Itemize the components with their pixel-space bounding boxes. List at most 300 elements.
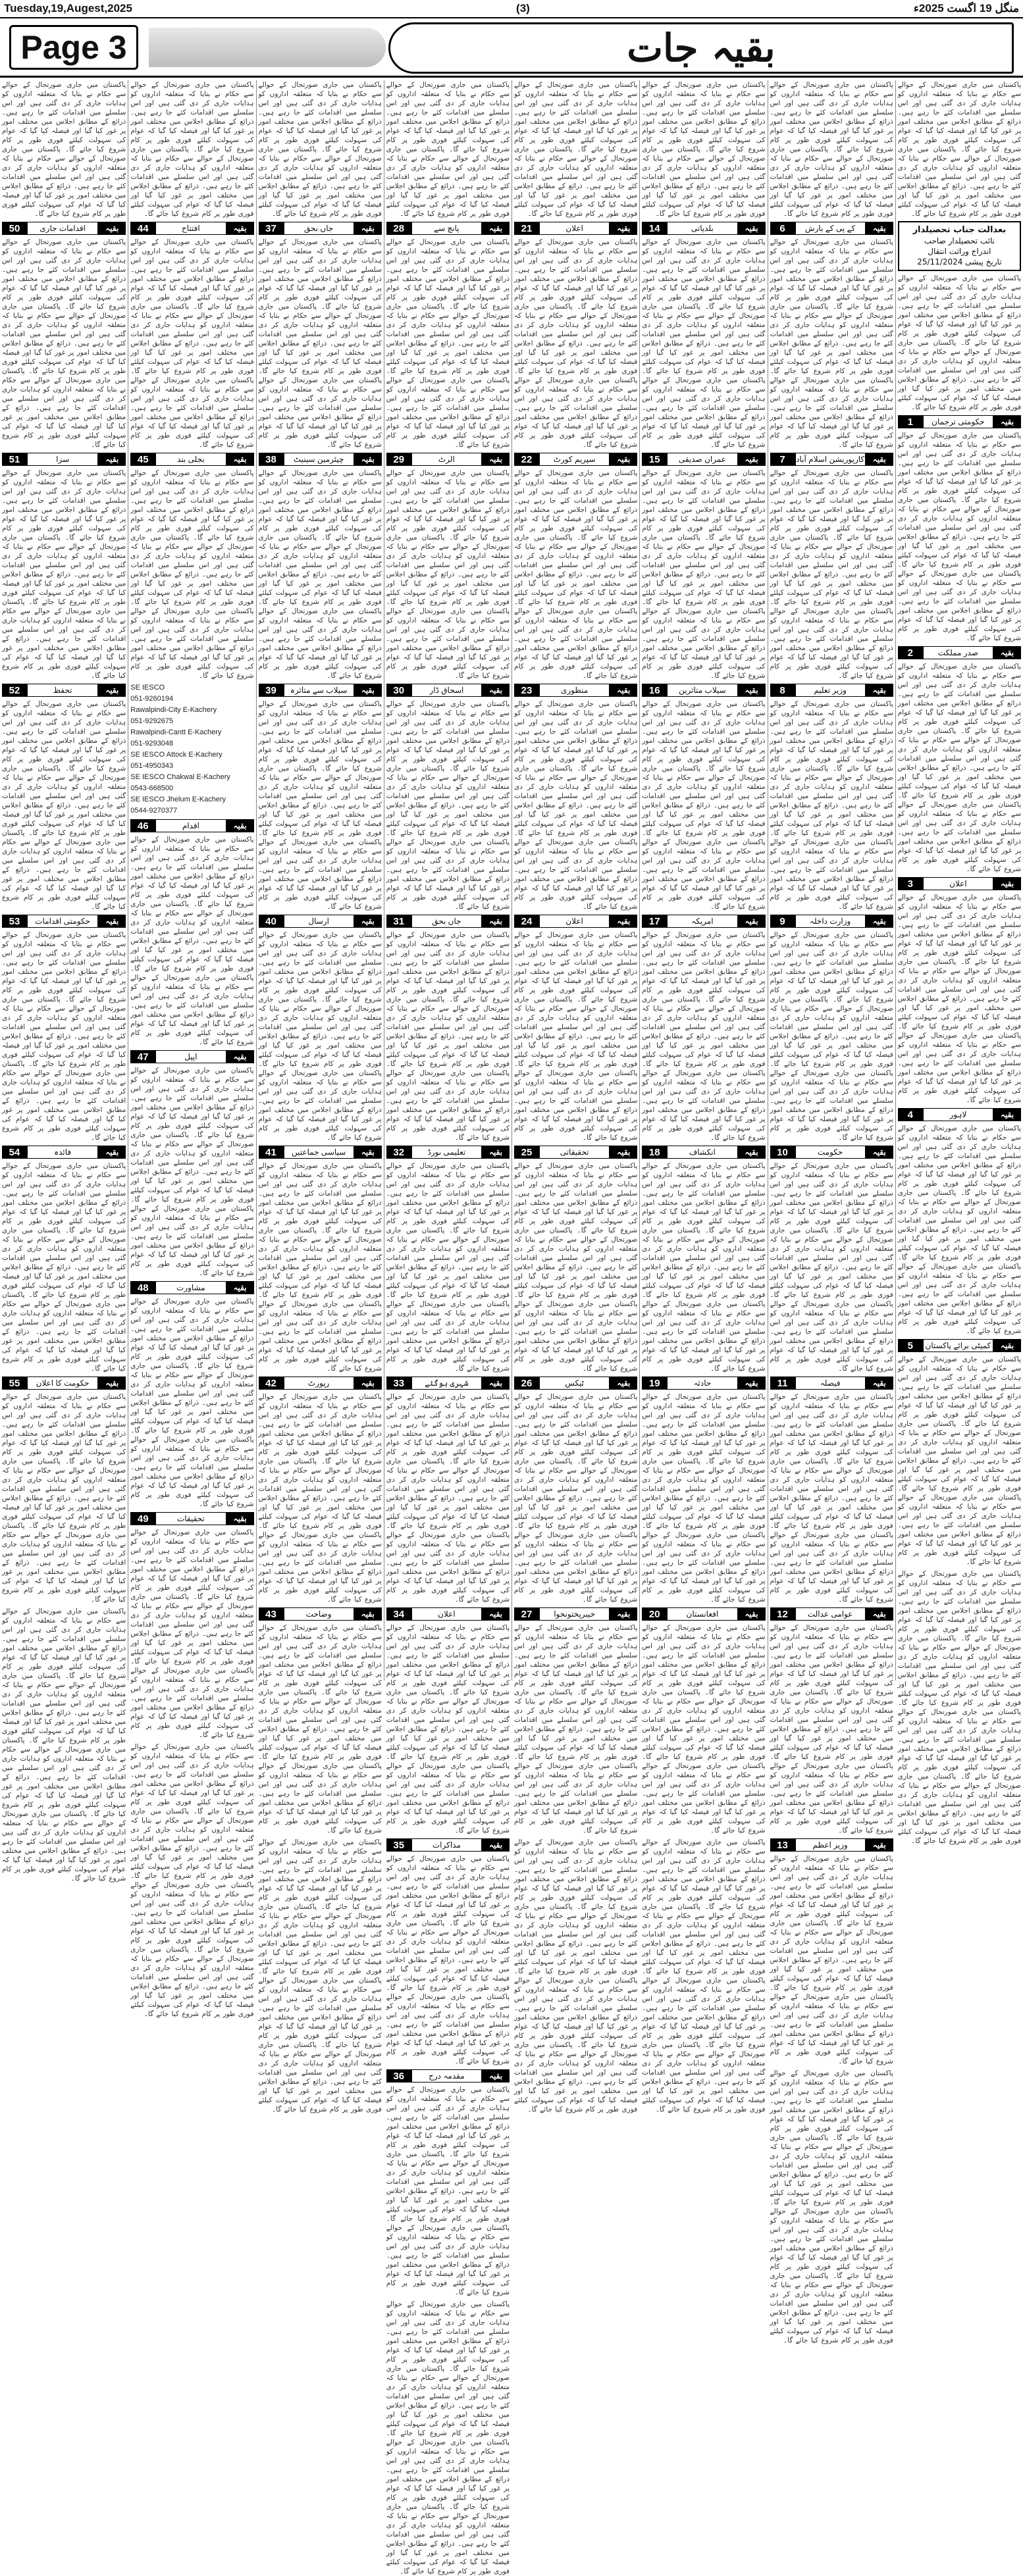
- continuation-badge: بقیہ: [993, 1339, 1021, 1352]
- continuation-number: 2: [898, 646, 923, 659]
- article-paragraph: پاکستان میں جاری صورتحال کے حوالے سے حکام نے بتایا کہ متعلقہ اداروں کو ہدایات جاری کر دی گئی ہیں اور اس سلسلے میں اقدامات کئے جا رہے ہیں۔ ذرائع کے مطابق اجلاس میں مختلف امور پر غور کیا گیا اور فیصلہ کیا گیا کہ عوام کی سہولت کیلئے فوری طور پر کام شروع کیا جائے گا۔ پاکستان میں جاری صورتحال کے حوالے سے حکام نے بتایا کہ متعلقہ اداروں کو ہدایات جاری کر دی گئی ہیں اور اس سلسلے میں اقدامات کئے جا رہے ہیں۔ ذرائع کے مطابق اجلاس میں مختلف امور پر غور کیا گیا اور فیصلہ کیا گیا کہ عوام کی سہولت کیلئے فوری طور پر کام شروع کیا جائے گا۔ پاکستان میں جاری صورتحال کے حوالے سے حکام نے بتایا کہ متعلقہ اداروں کو ہدایات جاری کر دی گئی ہیں اور اس سلسلے میں اقدامات کئے جا رہے ہیں۔ ذرائع کے مطابق اجلاس میں مختلف امور پر غور کیا گیا اور فیصلہ کیا گیا کہ عوام کی سہولت کیلئے فوری طور پر کام شروع کیا جائے گا۔: [514, 238, 638, 449]
- continuation-badge: بقیہ: [993, 415, 1021, 428]
- article-paragraph: پاکستان میں جاری صورتحال کے حوالے سے حکام نے بتایا کہ متعلقہ اداروں کو ہدایات جاری کر دی گئی ہیں اور اس سلسلے میں اقدامات کئے جا رہے ہیں۔ ذرائع کے مطابق اجلاس میں مختلف امور پر غور کیا گیا اور فیصلہ کیا گیا کہ عوام کی سہولت کیلئے فوری طور پر کام شروع کیا جائے گا۔ پاکستان میں جاری صورتحال کے حوالے سے حکام نے بتایا کہ متعلقہ اداروں کو ہدایات جاری کر دی گئی ہیں اور اس سلسلے میں اقدامات کئے جا رہے ہیں۔ ذرائع کے مطابق اجلاس میں مختلف امور پر غور کیا گیا اور فیصلہ کیا گیا کہ عوام کی سہولت کیلئے فوری طور پر کام شروع کیا جائے گا۔ پاکستان میں جاری صورتحال کے حوالے سے حکام نے بتایا کہ متعلقہ اداروں کو ہدایات جاری کر دی گئی ہیں اور اس سلسلے میں اقدامات کئے جا رہے ہیں۔ ذرائع کے مطابق اجلاس میں مختلف امور پر غور کیا گیا اور فیصلہ کیا گیا کہ عوام کی سہولت کیلئے فوری طور پر کام شروع کیا جائے گا۔ پاکستان میں جاری صورتحال کے حوالے سے حکام نے بتایا کہ متعلقہ اداروں کو ہدایات جاری کر دی گئی ہیں اور اس سلسلے میں اقدامات کئے جا رہے ہیں۔ ذرائع کے مطابق اجلاس میں مختلف امور پر غور کیا گیا اور فیصلہ کیا گیا کہ عوام کی سہولت کیلئے فوری طور پر کام شروع کیا جائے گا۔: [514, 1838, 638, 2113]
- continuation-badge: بقیہ: [610, 1146, 637, 1159]
- helpline-line: Rawalpindi-City E-Kachery: [130, 706, 217, 714]
- article-paragraph: پاکستان میں جاری صورتحال کے حوالے سے حکام نے بتایا کہ متعلقہ اداروں کو ہدایات جاری کر دی گئی ہیں اور اس سلسلے میں اقدامات کئے جا رہے ہیں۔ ذرائع کے مطابق اجلاس میں مختلف امور پر غور کیا گیا اور فیصلہ کیا گیا کہ عوام کی سہولت کیلئے فوری طور پر کام شروع کیا جائے گا۔ پاکستان میں جاری صورتحال کے حوالے سے حکام نے بتایا کہ متعلقہ اداروں کو ہدایات جاری کر دی گئی ہیں اور اس سلسلے میں اقدامات کئے جا رہے ہیں۔ ذرائع کے مطابق اجلاس میں مختلف امور پر غور کیا گیا اور فیصلہ کیا گیا کہ عوام کی سہولت کیلئے فوری طور پر کام شروع کیا جائے گا۔ پاکستان میں جاری صورتحال کے حوالے سے حکام نے بتایا کہ متعلقہ اداروں کو ہدایات جاری کر دی گئی ہیں اور اس سلسلے میں اقدامات کئے جا رہے ہیں۔ ذرائع کے مطابق اجلاس میں مختلف امور پر غور کیا گیا اور فیصلہ کیا گیا کہ عوام کی سہولت کیلئے فوری طور پر کام شروع کیا جائے گا۔: [642, 1162, 766, 1373]
- article-paragraph: پاکستان میں جاری صورتحال کے حوالے سے حکام نے بتایا کہ متعلقہ اداروں کو ہدایات جاری کر دی گئی ہیں اور اس سلسلے میں اقدامات کئے جا رہے ہیں۔ ذرائع کے مطابق اجلاس میں مختلف امور پر غور کیا گیا اور فیصلہ کیا گیا کہ عوام کی سہولت کیلئے فوری طور پر کام شروع کیا جائے گا۔ پاکستان میں جاری صورتحال کے حوالے سے حکام نے بتایا کہ متعلقہ اداروں کو ہدایات جاری کر دی گئی ہیں اور اس سلسلے میں اقدامات کئے جا رہے ہیں۔ ذرائع کے مطابق اجلاس میں مختلف امور پر غور کیا گیا اور فیصلہ کیا گیا کہ عوام کی سہولت کیلئے فوری طور پر کام شروع کیا جائے گا۔ پاکستان میں جاری صورتحال کے حوالے سے حکام نے بتایا کہ متعلقہ اداروں کو ہدایات جاری کر دی گئی ہیں اور اس سلسلے میں اقدامات کئے جا رہے ہیں۔ ذرائع کے مطابق اجلاس میں مختلف امور پر غور کیا گیا اور فیصلہ کیا گیا کہ عوام کی سہولت کیلئے فوری طور پر کام شروع کیا جائے گا۔: [897, 432, 1021, 642]
- article-paragraph: پاکستان میں جاری صورتحال کے حوالے سے حکام نے بتایا کہ متعلقہ اداروں کو ہدایات جاری کر دی گئی ہیں اور اس سلسلے میں اقدامات کئے جا رہے ہیں۔ ذرائع کے مطابق اجلاس میں مختلف امور پر غور کیا گیا اور فیصلہ کیا گیا کہ عوام کی سہولت کیلئے فوری طور پر کام شروع کیا جائے گا۔ پاکستان میں جاری صورتحال کے حوالے سے حکام نے بتایا کہ متعلقہ اداروں کو ہدایات جاری کر دی گئی ہیں اور اس سلسلے میں اقدامات کئے جا رہے ہیں۔ ذرائع کے مطابق اجلاس میں مختلف امور پر غور کیا گیا اور فیصلہ کیا گیا کہ عوام کی سہولت کیلئے فوری طور پر کام شروع کیا جائے گا۔ پاکستان میں جاری صورتحال کے حوالے سے حکام نے بتایا کہ متعلقہ اداروں کو ہدایات جاری کر دی گئی ہیں اور اس سلسلے میں اقدامات کئے جا رہے ہیں۔ ذرائع کے مطابق اجلاس میں مختلف امور پر غور کیا گیا اور فیصلہ کیا گیا کہ عوام کی سہولت کیلئے فوری طور پر کام شروع کیا جائے گا۔: [770, 700, 893, 911]
- continuation-title: کمیٹی برائے پاکستان: [923, 1339, 993, 1352]
- article-paragraph: پاکستان میں جاری صورتحال کے حوالے سے حکام نے بتایا کہ متعلقہ اداروں کو ہدایات جاری کر دی گئی ہیں اور اس سلسلے میں اقدامات کئے جا رہے ہیں۔ ذرائع کے مطابق اجلاس میں مختلف امور پر غور کیا گیا اور فیصلہ کیا گیا کہ عوام کی سہولت کیلئے فوری طور پر کام شروع کیا جائے گا۔ پاکستان میں جاری صورتحال کے حوالے سے حکام نے بتایا کہ متعلقہ اداروں کو ہدایات جاری کر دی گئی ہیں اور اس سلسلے میں اقدامات کئے جا رہے ہیں۔ ذرائع کے مطابق اجلاس میں مختلف امور پر غور کیا گیا اور فیصلہ کیا گیا کہ عوام کی سہولت کیلئے فوری طور پر کام شروع کیا جائے گا۔ پاکستان میں جاری صورتحال کے حوالے سے حکام نے بتایا کہ متعلقہ اداروں کو ہدایات جاری کر دی گئی ہیں اور اس سلسلے میں اقدامات کئے جا رہے ہیں۔ ذرائع کے مطابق اجلاس میں مختلف امور پر غور کیا گیا اور فیصلہ کیا گیا کہ عوام کی سہولت کیلئے فوری طور پر کام شروع کیا جائے گا۔: [770, 1393, 893, 1604]
- article-paragraph: پاکستان میں جاری صورتحال کے حوالے سے حکام نے بتایا کہ متعلقہ اداروں کو ہدایات جاری کر دی گئی ہیں اور اس سلسلے میں اقدامات کئے جا رہے ہیں۔ ذرائع کے مطابق اجلاس میں مختلف امور پر غور کیا گیا اور فیصلہ کیا گیا کہ عوام کی سہولت کیلئے فوری طور پر کام شروع کیا جائے گا۔ پاکستان میں جاری صورتحال کے حوالے سے حکام نے بتایا کہ متعلقہ اداروں کو ہدایات جاری کر دی گئی ہیں اور اس سلسلے میں اقدامات کئے جا رہے ہیں۔ ذرائع کے مطابق اجلاس میں مختلف امور پر غور کیا گیا اور فیصلہ کیا گیا کہ عوام کی سہولت کیلئے فوری طور پر کام شروع کیا جائے گا۔ پاکستان میں جاری صورتحال کے حوالے سے حکام نے بتایا کہ متعلقہ اداروں کو ہدایات جاری کر دی گئی ہیں اور اس سلسلے میں اقدامات کئے جا رہے ہیں۔ ذرائع کے مطابق اجلاس میں مختلف امور پر غور کیا گیا اور فیصلہ کیا گیا کہ عوام کی سہولت کیلئے فوری طور پر کام شروع کیا جائے گا۔: [642, 1624, 766, 1834]
- helpline-line: 051-4950343: [130, 762, 174, 770]
- continuation-badge: بقیہ: [993, 1108, 1021, 1121]
- article-paragraph: پاکستان میں جاری صورتحال کے حوالے سے حکام نے بتایا کہ متعلقہ اداروں کو ہدایات جاری کر دی گئی ہیں اور اس سلسلے میں اقدامات کئے جا رہے ہیں۔ ذرائع کے مطابق اجلاس میں مختلف امور پر غور کیا گیا اور فیصلہ کیا گیا کہ عوام کی سہولت کیلئے فوری طور پر کام شروع کیا جائے گا۔ پاکستان میں جاری صورتحال کے حوالے سے حکام نے بتایا کہ متعلقہ اداروں کو ہدایات جاری کر دی گئی ہیں اور اس سلسلے میں اقدامات کئے جا رہے ہیں۔ ذرائع کے مطابق اجلاس میں مختلف امور پر غور کیا گیا اور فیصلہ کیا گیا کہ عوام کی سہولت کیلئے فوری طور پر کام شروع کیا جائے گا۔: [514, 81, 638, 218]
- article-paragraph: پاکستان میں جاری صورتحال کے حوالے سے حکام نے بتایا کہ متعلقہ اداروں کو ہدایات جاری کر دی گئی ہیں اور اس سلسلے میں اقدامات کئے جا رہے ہیں۔ ذرائع کے مطابق اجلاس میں مختلف امور پر غور کیا گیا اور فیصلہ کیا گیا کہ عوام کی سہولت کیلئے فوری طور پر کام شروع کیا جائے گا۔ پاکستان میں جاری صورتحال کے حوالے سے حکام نے بتایا کہ متعلقہ اداروں کو ہدایات جاری کر دی گئی ہیں اور اس سلسلے میں اقدامات کئے جا رہے ہیں۔ ذرائع کے مطابق اجلاس میں مختلف امور پر غور کیا گیا اور فیصلہ کیا گیا کہ عوام کی سہولت کیلئے فوری طور پر کام شروع کیا جائے گا۔ پاکستان میں جاری صورتحال کے حوالے سے حکام نے بتایا کہ متعلقہ اداروں کو ہدایات جاری کر دی گئی ہیں اور اس سلسلے میں اقدامات کئے جا رہے ہیں۔ ذرائع کے مطابق اجلاس میں مختلف امور پر غور کیا گیا اور فیصلہ کیا گیا کہ عوام کی سہولت کیلئے فوری طور پر کام شروع کیا جائے گا۔: [130, 1528, 254, 1739]
- continuation-header: [130, 1281, 253, 1294]
- continuation-header: [259, 1607, 382, 1621]
- continuation-header: [259, 684, 382, 697]
- continuation-title: کارپوریشن اسلام آباد: [795, 453, 866, 466]
- continuation-badge: بقیہ: [226, 819, 254, 832]
- continuation-badge: بقیہ: [738, 453, 766, 466]
- article-paragraph: پاکستان میں جاری صورتحال کے حوالے سے حکام نے بتایا کہ متعلقہ اداروں کو ہدایات جاری کر دی گئی ہیں اور اس سلسلے میں اقدامات کئے جا رہے ہیں۔ ذرائع کے مطابق اجلاس میں مختلف امور پر غور کیا گیا اور فیصلہ کیا گیا کہ عوام کی سہولت کیلئے فوری طور پر کام شروع کیا جائے گا۔ پاکستان میں جاری صورتحال کے حوالے سے حکام نے بتایا کہ متعلقہ اداروں کو ہدایات جاری کر دی گئی ہیں اور اس سلسلے میں اقدامات کئے جا رہے ہیں۔ ذرائع کے مطابق اجلاس میں مختلف امور پر غور کیا گیا اور فیصلہ کیا گیا کہ عوام کی سہولت کیلئے فوری طور پر کام شروع کیا جائے گا۔ پاکستان میں جاری صورتحال کے حوالے سے حکام نے بتایا کہ متعلقہ اداروں کو ہدایات جاری کر دی گئی ہیں اور اس سلسلے میں اقدامات کئے جا رہے ہیں۔ ذرائع کے مطابق اجلاس میں مختلف امور پر غور کیا گیا اور فیصلہ کیا گیا کہ عوام کی سہولت کیلئے فوری طور پر کام شروع کیا جائے گا۔: [897, 1124, 1021, 1335]
- article-paragraph: پاکستان میں جاری صورتحال کے حوالے سے حکام نے بتایا کہ متعلقہ اداروں کو ہدایات جاری کر دی گئی ہیں اور اس سلسلے میں اقدامات کئے جا رہے ہیں۔ ذرائع کے مطابق اجلاس میں مختلف امور پر غور کیا گیا اور فیصلہ کیا گیا کہ عوام کی سہولت کیلئے فوری طور پر کام شروع کیا جائے گا۔ پاکستان میں جاری صورتحال کے حوالے سے حکام نے بتایا کہ متعلقہ اداروں کو ہدایات جاری کر دی گئی ہیں اور اس سلسلے میں اقدامات کئے جا رہے ہیں۔ ذرائع کے مطابق اجلاس میں مختلف امور پر غور کیا گیا اور فیصلہ کیا گیا کہ عوام کی سہولت کیلئے فوری طور پر کام شروع کیا جائے گا۔ پاکستان میں جاری صورتحال کے حوالے سے حکام نے بتایا کہ متعلقہ اداروں کو ہدایات جاری کر دی گئی ہیں اور اس سلسلے میں اقدامات کئے جا رہے ہیں۔ ذرائع کے مطابق اجلاس میں مختلف امور پر غور کیا گیا اور فیصلہ کیا گیا کہ عوام کی سہولت کیلئے فوری طور پر کام شروع کیا جائے گا۔: [770, 1855, 893, 2065]
- continuation-number: 53: [2, 915, 27, 928]
- column-3: [639, 80, 767, 2113]
- article-paragraph: پاکستان میں جاری صورتحال کے حوالے سے حکام نے بتایا کہ متعلقہ اداروں کو ہدایات جاری کر دی گئی ہیں اور اس سلسلے میں اقدامات کئے جا رہے ہیں۔ ذرائع کے مطابق اجلاس میں مختلف امور پر غور کیا گیا اور فیصلہ کیا گیا کہ عوام کی سہولت کیلئے فوری طور پر کام شروع کیا جائے گا۔ پاکستان میں جاری صورتحال کے حوالے سے حکام نے بتایا کہ متعلقہ اداروں کو ہدایات جاری کر دی گئی ہیں اور اس سلسلے میں اقدامات کئے جا رہے ہیں۔ ذرائع کے مطابق اجلاس میں مختلف امور پر غور کیا گیا اور فیصلہ کیا گیا کہ عوام کی سہولت کیلئے فوری طور پر کام شروع کیا جائے گا۔ پاکستان میں جاری صورتحال کے حوالے سے حکام نے بتایا کہ متعلقہ اداروں کو ہدایات جاری کر دی گئی ہیں اور اس سلسلے میں اقدامات کئے جا رہے ہیں۔ ذرائع کے مطابق اجلاس میں مختلف امور پر غور کیا گیا اور فیصلہ کیا گیا کہ عوام کی سہولت کیلئے فوری طور پر کام شروع کیا جائے گا۔: [130, 1067, 254, 1277]
- continuation-number: 46: [130, 819, 155, 832]
- continuation-badge: بقیہ: [610, 222, 637, 235]
- continuation-number: 14: [642, 222, 667, 235]
- article-paragraph: پاکستان میں جاری صورتحال کے حوالے سے حکام نے بتایا کہ متعلقہ اداروں کو ہدایات جاری کر دی گئی ہیں اور اس سلسلے میں اقدامات کئے جا رہے ہیں۔ ذرائع کے مطابق اجلاس میں مختلف امور پر غور کیا گیا اور فیصلہ کیا گیا کہ عوام کی سہولت کیلئے فوری طور پر کام شروع کیا جائے گا۔ پاکستان میں جاری صورتحال کے حوالے سے حکام نے بتایا کہ متعلقہ اداروں کو ہدایات جاری کر دی گئی ہیں اور اس سلسلے میں اقدامات کئے جا رہے ہیں۔ ذرائع کے مطابق اجلاس میں مختلف امور پر غور کیا گیا اور فیصلہ کیا گیا کہ عوام کی سہولت کیلئے فوری طور پر کام شروع کیا جائے گا۔ پاکستان میں جاری صورتحال کے حوالے سے حکام نے بتایا کہ متعلقہ اداروں کو ہدایات جاری کر دی گئی ہیں اور اس سلسلے میں اقدامات کئے جا رہے ہیں۔ ذرائع کے مطابق اجلاس میں مختلف امور پر غور کیا گیا اور فیصلہ کیا گیا کہ عوام کی سہولت کیلئے فوری طور پر کام شروع کیا جائے گا۔: [258, 1162, 382, 1373]
- continuation-number: 23: [514, 684, 539, 697]
- continuation-title: افتتاح: [155, 222, 226, 235]
- continuation-title: سپریم کورٹ: [539, 453, 610, 466]
- continuation-title: انکشاف: [667, 1146, 737, 1159]
- article-paragraph: پاکستان میں جاری صورتحال کے حوالے سے حکام نے بتایا کہ متعلقہ اداروں کو ہدایات جاری کر دی گئی ہیں اور اس سلسلے میں اقدامات کئے جا رہے ہیں۔ ذرائع کے مطابق اجلاس میں مختلف امور پر غور کیا گیا اور فیصلہ کیا گیا کہ عوام کی سہولت کیلئے فوری طور پر کام شروع کیا جائے گا۔ پاکستان میں جاری صورتحال کے حوالے سے حکام نے بتایا کہ متعلقہ اداروں کو ہدایات جاری کر دی گئی ہیں اور اس سلسلے میں اقدامات کئے جا رہے ہیں۔ ذرائع کے مطابق اجلاس میں مختلف امور پر غور کیا گیا اور فیصلہ کیا گیا کہ عوام کی سہولت کیلئے فوری طور پر کام شروع کیا جائے گا۔ پاکستان میں جاری صورتحال کے حوالے سے حکام نے بتایا کہ متعلقہ اداروں کو ہدایات جاری کر دی گئی ہیں اور اس سلسلے میں اقدامات کئے جا رہے ہیں۔ ذرائع کے مطابق اجلاس میں مختلف امور پر غور کیا گیا اور فیصلہ کیا گیا کہ عوام کی سہولت کیلئے فوری طور پر کام شروع کیا جائے گا۔: [386, 2086, 510, 2296]
- continuation-number: 37: [259, 222, 284, 235]
- continuation-title: بجلی بند: [155, 453, 226, 466]
- continuation-badge: بقیہ: [482, 453, 510, 466]
- article-paragraph: پاکستان میں جاری صورتحال کے حوالے سے حکام نے بتایا کہ متعلقہ اداروں کو ہدایات جاری کر دی گئی ہیں اور اس سلسلے میں اقدامات کئے جا رہے ہیں۔ ذرائع کے مطابق اجلاس میں مختلف امور پر غور کیا گیا اور فیصلہ کیا گیا کہ عوام کی سہولت کیلئے فوری طور پر کام شروع کیا جائے گا۔ پاکستان میں جاری صورتحال کے حوالے سے حکام نے بتایا کہ متعلقہ اداروں کو ہدایات جاری کر دی گئی ہیں اور اس سلسلے میں اقدامات کئے جا رہے ہیں۔ ذرائع کے مطابق اجلاس میں مختلف امور پر غور کیا گیا اور فیصلہ کیا گیا کہ عوام کی سہولت کیلئے فوری طور پر کام شروع کیا جائے گا۔ پاکستان میں جاری صورتحال کے حوالے سے حکام نے بتایا کہ متعلقہ اداروں کو ہدایات جاری کر دی گئی ہیں اور اس سلسلے میں اقدامات کئے جا رہے ہیں۔ ذرائع کے مطابق اجلاس میں مختلف امور پر غور کیا گیا اور فیصلہ کیا گیا کہ عوام کی سہولت کیلئے فوری طور پر کام شروع کیا جائے گا۔: [258, 1393, 382, 1604]
- article-paragraph: پاکستان میں جاری صورتحال کے حوالے سے حکام نے بتایا کہ متعلقہ اداروں کو ہدایات جاری کر دی گئی ہیں اور اس سلسلے میں اقدامات کئے جا رہے ہیں۔ ذرائع کے مطابق اجلاس میں مختلف امور پر غور کیا گیا اور فیصلہ کیا گیا کہ عوام کی سہولت کیلئے فوری طور پر کام شروع کیا جائے گا۔ پاکستان میں جاری صورتحال کے حوالے سے حکام نے بتایا کہ متعلقہ اداروں کو ہدایات جاری کر دی گئی ہیں اور اس سلسلے میں اقدامات کئے جا رہے ہیں۔ ذرائع کے مطابق اجلاس میں مختلف امور پر غور کیا گیا اور فیصلہ کیا گیا کہ عوام کی سہولت کیلئے فوری طور پر کام شروع کیا جائے گا۔ پاکستان میں جاری صورتحال کے حوالے سے حکام نے بتایا کہ متعلقہ اداروں کو ہدایات جاری کر دی گئی ہیں اور اس سلسلے میں اقدامات کئے جا رہے ہیں۔ ذرائع کے مطابق اجلاس میں مختلف امور پر غور کیا گیا اور فیصلہ کیا گیا کہ عوام کی سہولت کیلئے فوری طور پر کام شروع کیا جائے گا۔: [2, 238, 126, 449]
- continuation-title: اعلان: [539, 222, 610, 235]
- helpline-line: SE IESCO: [130, 684, 165, 692]
- continuation-number: 22: [514, 453, 539, 466]
- continuation-title: اقدام: [155, 819, 226, 832]
- continuation-title: حکومتی ترجمان: [923, 415, 993, 428]
- article-paragraph: پاکستان میں جاری صورتحال کے حوالے سے حکام نے بتایا کہ متعلقہ اداروں کو ہدایات جاری کر دی گئی ہیں اور اس سلسلے میں اقدامات کئے جا رہے ہیں۔ ذرائع کے مطابق اجلاس میں مختلف امور پر غور کیا گیا اور فیصلہ کیا گیا کہ عوام کی سہولت کیلئے فوری طور پر کام شروع کیا جائے گا۔ پاکستان میں جاری صورتحال کے حوالے سے حکام نے بتایا کہ متعلقہ اداروں کو ہدایات جاری کر دی گئی ہیں اور اس سلسلے میں اقدامات کئے جا رہے ہیں۔ ذرائع کے مطابق اجلاس میں مختلف امور پر غور کیا گیا اور فیصلہ کیا گیا کہ عوام کی سہولت کیلئے فوری طور پر کام شروع کیا جائے گا۔ پاکستان میں جاری صورتحال کے حوالے سے حکام نے بتایا کہ متعلقہ اداروں کو ہدایات جاری کر دی گئی ہیں اور اس سلسلے میں اقدامات کئے جا رہے ہیں۔ ذرائع کے مطابق اجلاس میں مختلف امور پر غور کیا گیا اور فیصلہ کیا گیا کہ عوام کی سہولت کیلئے فوری طور پر کام شروع کیا جائے گا۔: [770, 1624, 893, 1834]
- continuation-badge: بقیہ: [98, 1376, 126, 1390]
- article-paragraph: پاکستان میں جاری صورتحال کے حوالے سے حکام نے بتایا کہ متعلقہ اداروں کو ہدایات جاری کر دی گئی ہیں اور اس سلسلے میں اقدامات کئے جا رہے ہیں۔ ذرائع کے مطابق اجلاس میں مختلف امور پر غور کیا گیا اور فیصلہ کیا گیا کہ عوام کی سہولت کیلئے فوری طور پر کام شروع کیا جائے گا۔ پاکستان میں جاری صورتحال کے حوالے سے حکام نے بتایا کہ متعلقہ اداروں کو ہدایات جاری کر دی گئی ہیں اور اس سلسلے میں اقدامات کئے جا رہے ہیں۔ ذرائع کے مطابق اجلاس میں مختلف امور پر غور کیا گیا اور فیصلہ کیا گیا کہ عوام کی سہولت کیلئے فوری طور پر کام شروع کیا جائے گا۔ پاکستان میں جاری صورتحال کے حوالے سے حکام نے بتایا کہ متعلقہ اداروں کو ہدایات جاری کر دی گئی ہیں اور اس سلسلے میں اقدامات کئے جا رہے ہیں۔ ذرائع کے مطابق اجلاس میں مختلف امور پر غور کیا گیا اور فیصلہ کیا گیا کہ عوام کی سہولت کیلئے فوری طور پر کام شروع کیا جائے گا۔: [386, 469, 510, 680]
- continuation-title: مذاکرات: [411, 1838, 482, 1852]
- continuation-header: [770, 1146, 893, 1159]
- article-paragraph: پاکستان میں جاری صورتحال کے حوالے سے حکام نے بتایا کہ متعلقہ اداروں کو ہدایات جاری کر دی گئی ہیں اور اس سلسلے میں اقدامات کئے جا رہے ہیں۔ ذرائع کے مطابق اجلاس میں مختلف امور پر غور کیا گیا اور فیصلہ کیا گیا کہ عوام کی سہولت کیلئے فوری طور پر کام شروع کیا جائے گا۔ پاکستان میں جاری صورتحال کے حوالے سے حکام نے بتایا کہ متعلقہ اداروں کو ہدایات جاری کر دی گئی ہیں اور اس سلسلے میں اقدامات کئے جا رہے ہیں۔ ذرائع کے مطابق اجلاس میں مختلف امور پر غور کیا گیا اور فیصلہ کیا گیا کہ عوام کی سہولت کیلئے فوری طور پر کام شروع کیا جائے گا۔ پاکستان میں جاری صورتحال کے حوالے سے حکام نے بتایا کہ متعلقہ اداروں کو ہدایات جاری کر دی گئی ہیں اور اس سلسلے میں اقدامات کئے جا رہے ہیں۔ ذرائع کے مطابق اجلاس میں مختلف امور پر غور کیا گیا اور فیصلہ کیا گیا کہ عوام کی سہولت کیلئے فوری طور پر کام شروع کیا جائے گا۔: [2, 1393, 126, 1604]
- continuation-number: 40: [259, 915, 284, 928]
- continuation-badge: بقیہ: [98, 684, 126, 697]
- article-paragraph: پاکستان میں جاری صورتحال کے حوالے سے حکام نے بتایا کہ متعلقہ اداروں کو ہدایات جاری کر دی گئی ہیں اور اس سلسلے میں اقدامات کئے جا رہے ہیں۔ ذرائع کے مطابق اجلاس میں مختلف امور پر غور کیا گیا اور فیصلہ کیا گیا کہ عوام کی سہولت کیلئے فوری طور پر کام شروع کیا جائے گا۔ پاکستان میں جاری صورتحال کے حوالے سے حکام نے بتایا کہ متعلقہ اداروں کو ہدایات جاری کر دی گئی ہیں اور اس سلسلے میں اقدامات کئے جا رہے ہیں۔ ذرائع کے مطابق اجلاس میں مختلف امور پر غور کیا گیا اور فیصلہ کیا گیا کہ عوام کی سہولت کیلئے فوری طور پر کام شروع کیا جائے گا۔ پاکستان میں جاری صورتحال کے حوالے سے حکام نے بتایا کہ متعلقہ اداروں کو ہدایات جاری کر دی گئی ہیں اور اس سلسلے میں اقدامات کئے جا رہے ہیں۔ ذرائع کے مطابق اجلاس میں مختلف امور پر غور کیا گیا اور فیصلہ کیا گیا کہ عوام کی سہولت کیلئے فوری طور پر کام شروع کیا جائے گا۔: [514, 1393, 638, 1604]
- continuation-badge: بقیہ: [738, 222, 766, 235]
- article-paragraph: پاکستان میں جاری صورتحال کے حوالے سے حکام نے بتایا کہ متعلقہ اداروں کو ہدایات جاری کر دی گئی ہیں اور اس سلسلے میں اقدامات کئے جا رہے ہیں۔ ذرائع کے مطابق اجلاس میں مختلف امور پر غور کیا گیا اور فیصلہ کیا گیا کہ عوام کی سہولت کیلئے فوری طور پر کام شروع کیا جائے گا۔ پاکستان میں جاری صورتحال کے حوالے سے حکام نے بتایا کہ متعلقہ اداروں کو ہدایات جاری کر دی گئی ہیں اور اس سلسلے میں اقدامات کئے جا رہے ہیں۔ ذرائع کے مطابق اجلاس میں مختلف امور پر غور کیا گیا اور فیصلہ کیا گیا کہ عوام کی سہولت کیلئے فوری طور پر کام شروع کیا جائے گا۔ پاکستان میں جاری صورتحال کے حوالے سے حکام نے بتایا کہ متعلقہ اداروں کو ہدایات جاری کر دی گئی ہیں اور اس سلسلے میں اقدامات کئے جا رہے ہیں۔ ذرائع کے مطابق اجلاس میں مختلف امور پر غور کیا گیا اور فیصلہ کیا گیا کہ عوام کی سہولت کیلئے فوری طور پر کام شروع کیا جائے گا۔: [2, 931, 126, 1142]
- article-paragraph: پاکستان میں جاری صورتحال کے حوالے سے حکام نے بتایا کہ متعلقہ اداروں کو ہدایات جاری کر دی گئی ہیں اور اس سلسلے میں اقدامات کئے جا رہے ہیں۔ ذرائع کے مطابق اجلاس میں مختلف امور پر غور کیا گیا اور فیصلہ کیا گیا کہ عوام کی سہولت کیلئے فوری طور پر کام شروع کیا جائے گا۔ پاکستان میں جاری صورتحال کے حوالے سے حکام نے بتایا کہ متعلقہ اداروں کو ہدایات جاری کر دی گئی ہیں اور اس سلسلے میں اقدامات کئے جا رہے ہیں۔ ذرائع کے مطابق اجلاس میں مختلف امور پر غور کیا گیا اور فیصلہ کیا گیا کہ عوام کی سہولت کیلئے فوری طور پر کام شروع کیا جائے گا۔ پاکستان میں جاری صورتحال کے حوالے سے حکام نے بتایا کہ متعلقہ اداروں کو ہدایات جاری کر دی گئی ہیں اور اس سلسلے میں اقدامات کئے جا رہے ہیں۔ ذرائع کے مطابق اجلاس میں مختلف امور پر غور کیا گیا اور فیصلہ کیا گیا کہ عوام کی سہولت کیلئے فوری طور پر کام شروع کیا جائے گا۔: [386, 700, 510, 911]
- article-paragraph: پاکستان میں جاری صورتحال کے حوالے سے حکام نے بتایا کہ متعلقہ اداروں کو ہدایات جاری کر دی گئی ہیں اور اس سلسلے میں اقدامات کئے جا رہے ہیں۔ ذرائع کے مطابق اجلاس میں مختلف امور پر غور کیا گیا اور فیصلہ کیا گیا کہ عوام کی سہولت کیلئے فوری طور پر کام شروع کیا جائے گا۔ پاکستان میں جاری صورتحال کے حوالے سے حکام نے بتایا کہ متعلقہ اداروں کو ہدایات جاری کر دی گئی ہیں اور اس سلسلے میں اقدامات کئے جا رہے ہیں۔ ذرائع کے مطابق اجلاس میں مختلف امور پر غور کیا گیا اور فیصلہ کیا گیا کہ عوام کی سہولت کیلئے فوری طور پر کام شروع کیا جائے گا۔ پاکستان میں جاری صورتحال کے حوالے سے حکام نے بتایا کہ متعلقہ اداروں کو ہدایات جاری کر دی گئی ہیں اور اس سلسلے میں اقدامات کئے جا رہے ہیں۔ ذرائع کے مطابق اجلاس میں مختلف امور پر غور کیا گیا اور فیصلہ کیا گیا کہ عوام کی سہولت کیلئے فوری طور پر کام شروع کیا جائے گا۔: [2, 700, 126, 911]
- continuation-badge: بقیہ: [354, 1607, 382, 1621]
- continuation-header: [642, 222, 765, 235]
- continuation-title: سیلاب متاثرین: [667, 684, 737, 697]
- article-paragraph: پاکستان میں جاری صورتحال کے حوالے سے حکام نے بتایا کہ متعلقہ اداروں کو ہدایات جاری کر دی گئی ہیں اور اس سلسلے میں اقدامات کئے جا رہے ہیں۔ ذرائع کے مطابق اجلاس میں مختلف امور پر غور کیا گیا اور فیصلہ کیا گیا کہ عوام کی سہولت کیلئے فوری طور پر کام شروع کیا جائے گا۔ پاکستان میں جاری صورتحال کے حوالے سے حکام نے بتایا کہ متعلقہ اداروں کو ہدایات جاری کر دی گئی ہیں اور اس سلسلے میں اقدامات کئے جا رہے ہیں۔ ذرائع کے مطابق اجلاس میں مختلف امور پر غور کیا گیا اور فیصلہ کیا گیا کہ عوام کی سہولت کیلئے فوری طور پر کام شروع کیا جائے گا۔ پاکستان میں جاری صورتحال کے حوالے سے حکام نے بتایا کہ متعلقہ اداروں کو ہدایات جاری کر دی گئی ہیں اور اس سلسلے میں اقدامات کئے جا رہے ہیں۔ ذرائع کے مطابق اجلاس میں مختلف امور پر غور کیا گیا اور فیصلہ کیا گیا کہ عوام کی سہولت کیلئے فوری طور پر کام شروع کیا جائے گا۔: [642, 700, 766, 911]
- continuation-title: جاں بحق: [284, 222, 354, 235]
- article-paragraph: پاکستان میں جاری صورتحال کے حوالے سے حکام نے بتایا کہ متعلقہ اداروں کو ہدایات جاری کر دی گئی ہیں اور اس سلسلے میں اقدامات کئے جا رہے ہیں۔ ذرائع کے مطابق اجلاس میں مختلف امور پر غور کیا گیا اور فیصلہ کیا گیا کہ عوام کی سہولت کیلئے فوری طور پر کام شروع کیا جائے گا۔ پاکستان میں جاری صورتحال کے حوالے سے حکام نے بتایا کہ متعلقہ اداروں کو ہدایات جاری کر دی گئی ہیں اور اس سلسلے میں اقدامات کئے جا رہے ہیں۔ ذرائع کے مطابق اجلاس میں مختلف امور پر غور کیا گیا اور فیصلہ کیا گیا کہ عوام کی سہولت کیلئے فوری طور پر کام شروع کیا جائے گا۔: [386, 81, 510, 218]
- article-paragraph: پاکستان میں جاری صورتحال کے حوالے سے حکام نے بتایا کہ متعلقہ اداروں کو ہدایات جاری کر دی گئی ہیں اور اس سلسلے میں اقدامات کئے جا رہے ہیں۔ ذرائع کے مطابق اجلاس میں مختلف امور پر غور کیا گیا اور فیصلہ کیا گیا کہ عوام کی سہولت کیلئے فوری طور پر کام شروع کیا جائے گا۔ پاکستان میں جاری صورتحال کے حوالے سے حکام نے بتایا کہ متعلقہ اداروں کو ہدایات جاری کر دی گئی ہیں اور اس سلسلے میں اقدامات کئے جا رہے ہیں۔ ذرائع کے مطابق اجلاس میں مختلف امور پر غور کیا گیا اور فیصلہ کیا گیا کہ عوام کی سہولت کیلئے فوری طور پر کام شروع کیا جائے گا۔ پاکستان میں جاری صورتحال کے حوالے سے حکام نے بتایا کہ متعلقہ اداروں کو ہدایات جاری کر دی گئی ہیں اور اس سلسلے میں اقدامات کئے جا رہے ہیں۔ ذرائع کے مطابق اجلاس میں مختلف امور پر غور کیا گیا اور فیصلہ کیا گیا کہ عوام کی سہولت کیلئے فوری طور پر کام شروع کیا جائے گا۔: [258, 238, 382, 449]
- article-paragraph: پاکستان میں جاری صورتحال کے حوالے سے حکام نے بتایا کہ متعلقہ اداروں کو ہدایات جاری کر دی گئی ہیں اور اس سلسلے میں اقدامات کئے جا رہے ہیں۔ ذرائع کے مطابق اجلاس میں مختلف امور پر غور کیا گیا اور فیصلہ کیا گیا کہ عوام کی سہولت کیلئے فوری طور پر کام شروع کیا جائے گا۔ پاکستان میں جاری صورتحال کے حوالے سے حکام نے بتایا کہ متعلقہ اداروں کو ہدایات جاری کر دی گئی ہیں اور اس سلسلے میں اقدامات کئے جا رہے ہیں۔ ذرائع کے مطابق اجلاس میں مختلف امور پر غور کیا گیا اور فیصلہ کیا گیا کہ عوام کی سہولت کیلئے فوری طور پر کام شروع کیا جائے گا۔ پاکستان میں جاری صورتحال کے حوالے سے حکام نے بتایا کہ متعلقہ اداروں کو ہدایات جاری کر دی گئی ہیں اور اس سلسلے میں اقدامات کئے جا رہے ہیں۔ ذرائع کے مطابق اجلاس میں مختلف امور پر غور کیا گیا اور فیصلہ کیا گیا کہ عوام کی سہولت کیلئے فوری طور پر کام شروع کیا جائے گا۔: [514, 1624, 638, 1834]
- continuation-header: [2, 1146, 126, 1159]
- continuation-header: [898, 1339, 1021, 1352]
- helpline-line: SE IESCO Chakwal E-Kachery: [130, 773, 230, 781]
- continuation-number: 27: [514, 1607, 539, 1621]
- page-label: Page 3: [9, 25, 138, 70]
- continuation-badge: بقیہ: [866, 684, 893, 697]
- continuation-number: 13: [770, 1838, 795, 1852]
- continuation-badge: بقیہ: [866, 222, 893, 235]
- notice-line: تاریخ پیشی 25/11/2024: [917, 257, 1002, 266]
- article-paragraph: پاکستان میں جاری صورتحال کے حوالے سے حکام نے بتایا کہ متعلقہ اداروں کو ہدایات جاری کر دی گئی ہیں اور اس سلسلے میں اقدامات کئے جا رہے ہیں۔ ذرائع کے مطابق اجلاس میں مختلف امور پر غور کیا گیا اور فیصلہ کیا گیا کہ عوام کی سہولت کیلئے فوری طور پر کام شروع کیا جائے گا۔ پاکستان میں جاری صورتحال کے حوالے سے حکام نے بتایا کہ متعلقہ اداروں کو ہدایات جاری کر دی گئی ہیں اور اس سلسلے میں اقدامات کئے جا رہے ہیں۔ ذرائع کے مطابق اجلاس میں مختلف امور پر غور کیا گیا اور فیصلہ کیا گیا کہ عوام کی سہولت کیلئے فوری طور پر کام شروع کیا جائے گا۔ پاکستان میں جاری صورتحال کے حوالے سے حکام نے بتایا کہ متعلقہ اداروں کو ہدایات جاری کر دی گئی ہیں اور اس سلسلے میں اقدامات کئے جا رہے ہیں۔ ذرائع کے مطابق اجلاس میں مختلف امور پر غور کیا گیا اور فیصلہ کیا گیا کہ عوام کی سہولت کیلئے فوری طور پر کام شروع کیا جائے گا۔: [130, 1298, 254, 1508]
- continuation-header: [898, 1108, 1021, 1121]
- continuation-title: فائدہ: [27, 1146, 98, 1159]
- continuation-number: 11: [770, 1376, 795, 1390]
- continuation-header: [259, 453, 382, 466]
- urdu-date: منگل 19 اگست 2025ء: [913, 2, 1019, 14]
- article-paragraph: پاکستان میں جاری صورتحال کے حوالے سے حکام نے بتایا کہ متعلقہ اداروں کو ہدایات جاری کر دی گئی ہیں اور اس سلسلے میں اقدامات کئے جا رہے ہیں۔ ذرائع کے مطابق اجلاس میں مختلف امور پر غور کیا گیا اور فیصلہ کیا گیا کہ عوام کی سہولت کیلئے فوری طور پر کام شروع کیا جائے گا۔ پاکستان میں جاری صورتحال کے حوالے سے حکام نے بتایا کہ متعلقہ اداروں کو ہدایات جاری کر دی گئی ہیں اور اس سلسلے میں اقدامات کئے جا رہے ہیں۔ ذرائع کے مطابق اجلاس میں مختلف امور پر غور کیا گیا اور فیصلہ کیا گیا کہ عوام کی سہولت کیلئے فوری طور پر کام شروع کیا جائے گا۔ پاکستان میں جاری صورتحال کے حوالے سے حکام نے بتایا کہ متعلقہ اداروں کو ہدایات جاری کر دی گئی ہیں اور اس سلسلے میں اقدامات کئے جا رہے ہیں۔ ذرائع کے مطابق اجلاس میں مختلف امور پر غور کیا گیا اور فیصلہ کیا گیا کہ عوام کی سہولت کیلئے فوری طور پر کام شروع کیا جائے گا۔: [386, 1162, 510, 1373]
- helpline-line: 051-9292675: [130, 717, 174, 725]
- continuation-badge: بقیہ: [866, 1376, 893, 1390]
- article-paragraph: پاکستان میں جاری صورتحال کے حوالے سے حکام نے بتایا کہ متعلقہ اداروں کو ہدایات جاری کر دی گئی ہیں اور اس سلسلے میں اقدامات کئے جا رہے ہیں۔ ذرائع کے مطابق اجلاس میں مختلف امور پر غور کیا گیا اور فیصلہ کیا گیا کہ عوام کی سہولت کیلئے فوری طور پر کام شروع کیا جائے گا۔ پاکستان میں جاری صورتحال کے حوالے سے حکام نے بتایا کہ متعلقہ اداروں کو ہدایات جاری کر دی گئی ہیں اور اس سلسلے میں اقدامات کئے جا رہے ہیں۔ ذرائع کے مطابق اجلاس میں مختلف امور پر غور کیا گیا اور فیصلہ کیا گیا کہ عوام کی سہولت کیلئے فوری طور پر کام شروع کیا جائے گا۔ پاکستان میں جاری صورتحال کے حوالے سے حکام نے بتایا کہ متعلقہ اداروں کو ہدایات جاری کر دی گئی ہیں اور اس سلسلے میں اقدامات کئے جا رہے ہیں۔ ذرائع کے مطابق اجلاس میں مختلف امور پر غور کیا گیا اور فیصلہ کیا گیا کہ عوام کی سہولت کیلئے فوری طور پر کام شروع کیا جائے گا۔: [386, 1624, 510, 1834]
- continuation-badge: بقیہ: [226, 1512, 254, 1525]
- column-4: [512, 80, 639, 2113]
- continuation-title: شہری ہوگئے: [411, 1376, 482, 1390]
- article-paragraph: پاکستان میں جاری صورتحال کے حوالے سے حکام نے بتایا کہ متعلقہ اداروں کو ہدایات جاری کر دی گئی ہیں اور اس سلسلے میں اقدامات کئے جا رہے ہیں۔ ذرائع کے مطابق اجلاس میں مختلف امور پر غور کیا گیا اور فیصلہ کیا گیا کہ عوام کی سہولت کیلئے فوری طور پر کام شروع کیا جائے گا۔ پاکستان میں جاری صورتحال کے حوالے سے حکام نے بتایا کہ متعلقہ اداروں کو ہدایات جاری کر دی گئی ہیں اور اس سلسلے میں اقدامات کئے جا رہے ہیں۔ ذرائع کے مطابق اجلاس میں مختلف امور پر غور کیا گیا اور فیصلہ کیا گیا کہ عوام کی سہولت کیلئے فوری طور پر کام شروع کیا جائے گا۔ پاکستان میں جاری صورتحال کے حوالے سے حکام نے بتایا کہ متعلقہ اداروں کو ہدایات جاری کر دی گئی ہیں اور اس سلسلے میں اقدامات کئے جا رہے ہیں۔ ذرائع کے مطابق اجلاس میں مختلف امور پر غور کیا گیا اور فیصلہ کیا گیا کہ عوام کی سہولت کیلئے فوری طور پر کام شروع کیا جائے گا۔: [2, 469, 126, 680]
- continuation-title: سیلاب سے متاثرہ: [284, 684, 354, 697]
- continuation-number: 44: [130, 222, 155, 235]
- article-paragraph: پاکستان میں جاری صورتحال کے حوالے سے حکام نے بتایا کہ متعلقہ اداروں کو ہدایات جاری کر دی گئی ہیں اور اس سلسلے میں اقدامات کئے جا رہے ہیں۔ ذرائع کے مطابق اجلاس میں مختلف امور پر غور کیا گیا اور فیصلہ کیا گیا کہ عوام کی سہولت کیلئے فوری طور پر کام شروع کیا جائے گا۔ پاکستان میں جاری صورتحال کے حوالے سے حکام نے بتایا کہ متعلقہ اداروں کو ہدایات جاری کر دی گئی ہیں اور اس سلسلے میں اقدامات کئے جا رہے ہیں۔ ذرائع کے مطابق اجلاس میں مختلف امور پر غور کیا گیا اور فیصلہ کیا گیا کہ عوام کی سہولت کیلئے فوری طور پر کام شروع کیا جائے گا۔ پاکستان میں جاری صورتحال کے حوالے سے حکام نے بتایا کہ متعلقہ اداروں کو ہدایات جاری کر دی گئی ہیں اور اس سلسلے میں اقدامات کئے جا رہے ہیں۔ ذرائع کے مطابق اجلاس میں مختلف امور پر غور کیا گیا اور فیصلہ کیا گیا کہ عوام کی سہولت کیلئے فوری طور پر کام شروع کیا جائے گا۔: [2, 1162, 126, 1373]
- continuation-number: 1: [898, 415, 923, 428]
- continuation-title: وزیر اعظم: [795, 1838, 866, 1852]
- continuation-badge: بقیہ: [482, 1838, 510, 1852]
- continuation-badge: بقیہ: [993, 646, 1021, 659]
- article-paragraph: پاکستان میں جاری صورتحال کے حوالے سے حکام نے بتایا کہ متعلقہ اداروں کو ہدایات جاری کر دی گئی ہیں اور اس سلسلے میں اقدامات کئے جا رہے ہیں۔ ذرائع کے مطابق اجلاس میں مختلف امور پر غور کیا گیا اور فیصلہ کیا گیا کہ عوام کی سہولت کیلئے فوری طور پر کام شروع کیا جائے گا۔ پاکستان میں جاری صورتحال کے حوالے سے حکام نے بتایا کہ متعلقہ اداروں کو ہدایات جاری کر دی گئی ہیں اور اس سلسلے میں اقدامات کئے جا رہے ہیں۔ ذرائع کے مطابق اجلاس میں مختلف امور پر غور کیا گیا اور فیصلہ کیا گیا کہ عوام کی سہولت کیلئے فوری طور پر کام شروع کیا جائے گا۔ پاکستان میں جاری صورتحال کے حوالے سے حکام نے بتایا کہ متعلقہ اداروں کو ہدایات جاری کر دی گئی ہیں اور اس سلسلے میں اقدامات کئے جا رہے ہیں۔ ذرائع کے مطابق اجلاس میں مختلف امور پر غور کیا گیا اور فیصلہ کیا گیا کہ عوام کی سہولت کیلئے فوری طور پر کام شروع کیا جائے گا۔: [258, 469, 382, 680]
- continuation-badge: بقیہ: [738, 1146, 766, 1159]
- continuation-header: [770, 1607, 893, 1621]
- continuation-number: 54: [2, 1146, 27, 1159]
- continuation-header: [386, 222, 510, 235]
- continuation-badge: بقیہ: [482, 2069, 510, 2083]
- continuation-title: وضاحت: [284, 1607, 354, 1621]
- column-2: [768, 80, 895, 2344]
- continuation-number: 31: [386, 915, 411, 928]
- continuation-title: اپیل: [155, 1050, 226, 1063]
- continuation-number: 50: [2, 222, 27, 235]
- decorative-band: [149, 28, 386, 67]
- article-paragraph: پاکستان میں جاری صورتحال کے حوالے سے حکام نے بتایا کہ متعلقہ اداروں کو ہدایات جاری کر دی گئی ہیں اور اس سلسلے میں اقدامات کئے جا رہے ہیں۔ ذرائع کے مطابق اجلاس میں مختلف امور پر غور کیا گیا اور فیصلہ کیا گیا کہ عوام کی سہولت کیلئے فوری طور پر کام شروع کیا جائے گا۔ پاکستان میں جاری صورتحال کے حوالے سے حکام نے بتایا کہ متعلقہ اداروں کو ہدایات جاری کر دی گئی ہیں اور اس سلسلے میں اقدامات کئے جا رہے ہیں۔ ذرائع کے مطابق اجلاس میں مختلف امور پر غور کیا گیا اور فیصلہ کیا گیا کہ عوام کی سہولت کیلئے فوری طور پر کام شروع کیا جائے گا۔: [770, 81, 893, 218]
- continuation-badge: بقیہ: [482, 222, 510, 235]
- continuation-badge: بقیہ: [993, 877, 1021, 890]
- court-notice: [898, 221, 1021, 271]
- helpline-line: SE IESCO Attock E-Kachery: [130, 751, 223, 759]
- continuation-header: [514, 915, 637, 928]
- article-paragraph: پاکستان میں جاری صورتحال کے حوالے سے حکام نے بتایا کہ متعلقہ اداروں کو ہدایات جاری کر دی گئی ہیں اور اس سلسلے میں اقدامات کئے جا رہے ہیں۔ ذرائع کے مطابق اجلاس میں مختلف امور پر غور کیا گیا اور فیصلہ کیا گیا کہ عوام کی سہولت کیلئے فوری طور پر کام شروع کیا جائے گا۔ پاکستان میں جاری صورتحال کے حوالے سے حکام نے بتایا کہ متعلقہ اداروں کو ہدایات جاری کر دی گئی ہیں اور اس سلسلے میں اقدامات کئے جا رہے ہیں۔ ذرائع کے مطابق اجلاس میں مختلف امور پر غور کیا گیا اور فیصلہ کیا گیا کہ عوام کی سہولت کیلئے فوری طور پر کام شروع کیا جائے گا۔ پاکستان میں جاری صورتحال کے حوالے سے حکام نے بتایا کہ متعلقہ اداروں کو ہدایات جاری کر دی گئی ہیں اور اس سلسلے میں اقدامات کئے جا رہے ہیں۔ ذرائع کے مطابق اجلاس میں مختلف امور پر غور کیا گیا اور فیصلہ کیا گیا کہ عوام کی سہولت کیلئے فوری طور پر کام شروع کیا جائے گا۔: [130, 836, 254, 1046]
- continuation-header: [2, 222, 126, 235]
- continuation-number: 39: [259, 684, 284, 697]
- article-paragraph: پاکستان میں جاری صورتحال کے حوالے سے حکام نے بتایا کہ متعلقہ اداروں کو ہدایات جاری کر دی گئی ہیں اور اس سلسلے میں اقدامات کئے جا رہے ہیں۔ ذرائع کے مطابق اجلاس میں مختلف امور پر غور کیا گیا اور فیصلہ کیا گیا کہ عوام کی سہولت کیلئے فوری طور پر کام شروع کیا جائے گا۔ پاکستان میں جاری صورتحال کے حوالے سے حکام نے بتایا کہ متعلقہ اداروں کو ہدایات جاری کر دی گئی ہیں اور اس سلسلے میں اقدامات کئے جا رہے ہیں۔ ذرائع کے مطابق اجلاس میں مختلف امور پر غور کیا گیا اور فیصلہ کیا گیا کہ عوام کی سہولت کیلئے فوری طور پر کام شروع کیا جائے گا۔ پاکستان میں جاری صورتحال کے حوالے سے حکام نے بتایا کہ متعلقہ اداروں کو ہدایات جاری کر دی گئی ہیں اور اس سلسلے میں اقدامات کئے جا رہے ہیں۔ ذرائع کے مطابق اجلاس میں مختلف امور پر غور کیا گیا اور فیصلہ کیا گیا کہ عوام کی سہولت کیلئے فوری طور پر کام شروع کیا جائے گا۔: [386, 931, 510, 1142]
- article-paragraph: پاکستان میں جاری صورتحال کے حوالے سے حکام نے بتایا کہ متعلقہ اداروں کو ہدایات جاری کر دی گئی ہیں اور اس سلسلے میں اقدامات کئے جا رہے ہیں۔ ذرائع کے مطابق اجلاس میں مختلف امور پر غور کیا گیا اور فیصلہ کیا گیا کہ عوام کی سہولت کیلئے فوری طور پر کام شروع کیا جائے گا۔ پاکستان میں جاری صورتحال کے حوالے سے حکام نے بتایا کہ متعلقہ اداروں کو ہدایات جاری کر دی گئی ہیں اور اس سلسلے میں اقدامات کئے جا رہے ہیں۔ ذرائع کے مطابق اجلاس میں مختلف امور پر غور کیا گیا اور فیصلہ کیا گیا کہ عوام کی سہولت کیلئے فوری طور پر کام شروع کیا جائے گا۔ پاکستان میں جاری صورتحال کے حوالے سے حکام نے بتایا کہ متعلقہ اداروں کو ہدایات جاری کر دی گئی ہیں اور اس سلسلے میں اقدامات کئے جا رہے ہیں۔ ذرائع کے مطابق اجلاس میں مختلف امور پر غور کیا گیا اور فیصلہ کیا گیا کہ عوام کی سہولت کیلئے فوری طور پر کام شروع کیا جائے گا۔: [770, 238, 893, 449]
- continuation-title: تحقیقات: [155, 1512, 226, 1525]
- continuation-badge: بقیہ: [354, 453, 382, 466]
- helpline-line: 0543-668500: [130, 784, 174, 792]
- article-paragraph: پاکستان میں جاری صورتحال کے حوالے سے حکام نے بتایا کہ متعلقہ اداروں کو ہدایات جاری کر دی گئی ہیں اور اس سلسلے میں اقدامات کئے جا رہے ہیں۔ ذرائع کے مطابق اجلاس میں مختلف امور پر غور کیا گیا اور فیصلہ کیا گیا کہ عوام کی سہولت کیلئے فوری طور پر کام شروع کیا جائے گا۔ پاکستان میں جاری صورتحال کے حوالے سے حکام نے بتایا کہ متعلقہ اداروں کو ہدایات جاری کر دی گئی ہیں اور اس سلسلے میں اقدامات کئے جا رہے ہیں۔ ذرائع کے مطابق اجلاس میں مختلف امور پر غور کیا گیا اور فیصلہ کیا گیا کہ عوام کی سہولت کیلئے فوری طور پر کام شروع کیا جائے گا۔ پاکستان میں جاری صورتحال کے حوالے سے حکام نے بتایا کہ متعلقہ اداروں کو ہدایات جاری کر دی گئی ہیں اور اس سلسلے میں اقدامات کئے جا رہے ہیں۔ ذرائع کے مطابق اجلاس میں مختلف امور پر غور کیا گیا اور فیصلہ کیا گیا کہ عوام کی سہولت کیلئے فوری طور پر کام شروع کیا جائے گا۔: [642, 931, 766, 1142]
- column-8: [0, 80, 128, 1882]
- continuation-title: مقدمہ درج: [411, 2069, 482, 2083]
- continuation-header: [642, 915, 765, 928]
- article-paragraph: پاکستان میں جاری صورتحال کے حوالے سے حکام نے بتایا کہ متعلقہ اداروں کو ہدایات جاری کر دی گئی ہیں اور اس سلسلے میں اقدامات کئے جا رہے ہیں۔ ذرائع کے مطابق اجلاس میں مختلف امور پر غور کیا گیا اور فیصلہ کیا گیا کہ عوام کی سہولت کیلئے فوری طور پر کام شروع کیا جائے گا۔ پاکستان میں جاری صورتحال کے حوالے سے حکام نے بتایا کہ متعلقہ اداروں کو ہدایات جاری کر دی گئی ہیں اور اس سلسلے میں اقدامات کئے جا رہے ہیں۔ ذرائع کے مطابق اجلاس میں مختلف امور پر غور کیا گیا اور فیصلہ کیا گیا کہ عوام کی سہولت کیلئے فوری طور پر کام شروع کیا جائے گا۔: [897, 81, 1021, 218]
- continuation-badge: بقیہ: [610, 915, 637, 928]
- continuation-number: 17: [642, 915, 667, 928]
- article-paragraph: پاکستان میں جاری صورتحال کے حوالے سے حکام نے بتایا کہ متعلقہ اداروں کو ہدایات جاری کر دی گئی ہیں اور اس سلسلے میں اقدامات کئے جا رہے ہیں۔ ذرائع کے مطابق اجلاس میں مختلف امور پر غور کیا گیا اور فیصلہ کیا گیا کہ عوام کی سہولت کیلئے فوری طور پر کام شروع کیا جائے گا۔ پاکستان میں جاری صورتحال کے حوالے سے حکام نے بتایا کہ متعلقہ اداروں کو ہدایات جاری کر دی گئی ہیں اور اس سلسلے میں اقدامات کئے جا رہے ہیں۔ ذرائع کے مطابق اجلاس میں مختلف امور پر غور کیا گیا اور فیصلہ کیا گیا کہ عوام کی سہولت کیلئے فوری طور پر کام شروع کیا جائے گا۔ پاکستان میں جاری صورتحال کے حوالے سے حکام نے بتایا کہ متعلقہ اداروں کو ہدایات جاری کر دی گئی ہیں اور اس سلسلے میں اقدامات کئے جا رہے ہیں۔ ذرائع کے مطابق اجلاس میں مختلف امور پر غور کیا گیا اور فیصلہ کیا گیا کہ عوام کی سہولت کیلئے فوری طور پر کام شروع کیا جائے گا۔: [897, 894, 1021, 1104]
- continuation-header: [514, 453, 637, 466]
- continuation-header: [130, 819, 253, 832]
- continuation-number: 5: [898, 1339, 923, 1352]
- continuation-header: [898, 877, 1021, 890]
- continuation-number: 16: [642, 684, 667, 697]
- continuation-number: 25: [514, 1146, 539, 1159]
- continuation-number: 10: [770, 1146, 795, 1159]
- continuation-number: 55: [2, 1376, 27, 1390]
- continuation-badge: بقیہ: [482, 915, 510, 928]
- continuation-header: [642, 1607, 765, 1621]
- continuation-title: صدر مملکت: [923, 646, 993, 659]
- continuation-badge: بقیہ: [610, 1607, 637, 1621]
- continuation-header: [770, 915, 893, 928]
- article-paragraph: پاکستان میں جاری صورتحال کے حوالے سے حکام نے بتایا کہ متعلقہ اداروں کو ہدایات جاری کر دی گئی ہیں اور اس سلسلے میں اقدامات کئے جا رہے ہیں۔ ذرائع کے مطابق اجلاس میں مختلف امور پر غور کیا گیا اور فیصلہ کیا گیا کہ عوام کی سہولت کیلئے فوری طور پر کام شروع کیا جائے گا۔ پاکستان میں جاری صورتحال کے حوالے سے حکام نے بتایا کہ متعلقہ اداروں کو ہدایات جاری کر دی گئی ہیں اور اس سلسلے میں اقدامات کئے جا رہے ہیں۔ ذرائع کے مطابق اجلاس میں مختلف امور پر غور کیا گیا اور فیصلہ کیا گیا کہ عوام کی سہولت کیلئے فوری طور پر کام شروع کیا جائے گا۔ پاکستان میں جاری صورتحال کے حوالے سے حکام نے بتایا کہ متعلقہ اداروں کو ہدایات جاری کر دی گئی ہیں اور اس سلسلے میں اقدامات کئے جا رہے ہیں۔ ذرائع کے مطابق اجلاس میں مختلف امور پر غور کیا گیا اور فیصلہ کیا گیا کہ عوام کی سہولت کیلئے فوری طور پر کام شروع کیا جائے گا۔: [770, 469, 893, 680]
- continuation-header: [130, 453, 253, 466]
- continuation-badge: بقیہ: [354, 1146, 382, 1159]
- continuation-badge: بقیہ: [482, 684, 510, 697]
- continuation-badge: بقیہ: [610, 1376, 637, 1390]
- continuation-header: [386, 1838, 510, 1852]
- continuation-header: [386, 1376, 510, 1390]
- continuation-number: 21: [514, 222, 539, 235]
- continuation-title: حکومت: [795, 1146, 866, 1159]
- continuation-header: [386, 915, 510, 928]
- continuation-header: [259, 222, 382, 235]
- continuation-badge: بقیہ: [354, 684, 382, 697]
- continuation-title: عوامی عدالت: [795, 1607, 866, 1621]
- continuation-title: اعلان: [923, 877, 993, 890]
- continuation-title: تحفظ: [27, 684, 98, 697]
- article-paragraph: پاکستان میں جاری صورتحال کے حوالے سے حکام نے بتایا کہ متعلقہ اداروں کو ہدایات جاری کر دی گئی ہیں اور اس سلسلے میں اقدامات کئے جا رہے ہیں۔ ذرائع کے مطابق اجلاس میں مختلف امور پر غور کیا گیا اور فیصلہ کیا گیا کہ عوام کی سہولت کیلئے فوری طور پر کام شروع کیا جائے گا۔ پاکستان میں جاری صورتحال کے حوالے سے حکام نے بتایا کہ متعلقہ اداروں کو ہدایات جاری کر دی گئی ہیں اور اس سلسلے میں اقدامات کئے جا رہے ہیں۔ ذرائع کے مطابق اجلاس میں مختلف امور پر غور کیا گیا اور فیصلہ کیا گیا کہ عوام کی سہولت کیلئے فوری طور پر کام شروع کیا جائے گا۔: [2, 81, 126, 218]
- continuation-header: [898, 415, 1021, 428]
- continuation-title: امریکہ: [667, 915, 737, 928]
- article-paragraph: پاکستان میں جاری صورتحال کے حوالے سے حکام نے بتایا کہ متعلقہ اداروں کو ہدایات جاری کر دی گئی ہیں اور اس سلسلے میں اقدامات کئے جا رہے ہیں۔ ذرائع کے مطابق اجلاس میں مختلف امور پر غور کیا گیا اور فیصلہ کیا گیا کہ عوام کی سہولت کیلئے فوری طور پر کام شروع کیا جائے گا۔ پاکستان میں جاری صورتحال کے حوالے سے حکام نے بتایا کہ متعلقہ اداروں کو ہدایات جاری کر دی گئی ہیں اور اس سلسلے میں اقدامات کئے جا رہے ہیں۔ ذرائع کے مطابق اجلاس میں مختلف امور پر غور کیا گیا اور فیصلہ کیا گیا کہ عوام کی سہولت کیلئے فوری طور پر کام شروع کیا جائے گا۔: [130, 81, 254, 218]
- continuation-badge: بقیہ: [354, 1376, 382, 1390]
- helpline-line: 051-9293048: [130, 740, 174, 747]
- continuation-header: [386, 1607, 510, 1621]
- continuation-header: [2, 453, 126, 466]
- continuation-header: [642, 684, 765, 697]
- continuation-title: رپورٹ: [284, 1376, 354, 1390]
- continuation-number: 7: [770, 453, 795, 466]
- continuation-title: افغانستان: [667, 1607, 737, 1621]
- continuation-badge: بقیہ: [482, 1376, 510, 1390]
- english-date: Tuesday,19,Augest,2025: [4, 2, 132, 14]
- continuation-title: حادثہ: [667, 1376, 737, 1390]
- continuation-header: [770, 684, 893, 697]
- continuation-title: اقدامات جاری: [27, 222, 98, 235]
- continuation-badge: بقیہ: [610, 453, 637, 466]
- article-paragraph: پاکستان میں جاری صورتحال کے حوالے سے حکام نے بتایا کہ متعلقہ اداروں کو ہدایات جاری کر دی گئی ہیں اور اس سلسلے میں اقدامات کئے جا رہے ہیں۔ ذرائع کے مطابق اجلاس میں مختلف امور پر غور کیا گیا اور فیصلہ کیا گیا کہ عوام کی سہولت کیلئے فوری طور پر کام شروع کیا جائے گا۔ پاکستان میں جاری صورتحال کے حوالے سے حکام نے بتایا کہ متعلقہ اداروں کو ہدایات جاری کر دی گئی ہیں اور اس سلسلے میں اقدامات کئے جا رہے ہیں۔ ذرائع کے مطابق اجلاس میں مختلف امور پر غور کیا گیا اور فیصلہ کیا گیا کہ عوام کی سہولت کیلئے فوری طور پر کام شروع کیا جائے گا۔ پاکستان میں جاری صورتحال کے حوالے سے حکام نے بتایا کہ متعلقہ اداروں کو ہدایات جاری کر دی گئی ہیں اور اس سلسلے میں اقدامات کئے جا رہے ہیں۔ ذرائع کے مطابق اجلاس میں مختلف امور پر غور کیا گیا اور فیصلہ کیا گیا کہ عوام کی سہولت کیلئے فوری طور پر کام شروع کیا جائے گا۔: [642, 1393, 766, 1604]
- continuation-number: 24: [514, 915, 539, 928]
- continuation-title: ٹیکس: [539, 1376, 610, 1390]
- article-paragraph: پاکستان میں جاری صورتحال کے حوالے سے حکام نے بتایا کہ متعلقہ اداروں کو ہدایات جاری کر دی گئی ہیں اور اس سلسلے میں اقدامات کئے جا رہے ہیں۔ ذرائع کے مطابق اجلاس میں مختلف امور پر غور کیا گیا اور فیصلہ کیا گیا کہ عوام کی سہولت کیلئے فوری طور پر کام شروع کیا جائے گا۔ پاکستان میں جاری صورتحال کے حوالے سے حکام نے بتایا کہ متعلقہ اداروں کو ہدایات جاری کر دی گئی ہیں اور اس سلسلے میں اقدامات کئے جا رہے ہیں۔ ذرائع کے مطابق اجلاس میں مختلف امور پر غور کیا گیا اور فیصلہ کیا گیا کہ عوام کی سہولت کیلئے فوری طور پر کام شروع کیا جائے گا۔: [258, 81, 382, 218]
- continuation-title: سزا: [27, 453, 98, 466]
- article-paragraph: پاکستان میں جاری صورتحال کے حوالے سے حکام نے بتایا کہ متعلقہ اداروں کو ہدایات جاری کر دی گئی ہیں اور اس سلسلے میں اقدامات کئے جا رہے ہیں۔ ذرائع کے مطابق اجلاس میں مختلف امور پر غور کیا گیا اور فیصلہ کیا گیا کہ عوام کی سہولت کیلئے فوری طور پر کام شروع کیا جائے گا۔ پاکستان میں جاری صورتحال کے حوالے سے حکام نے بتایا کہ متعلقہ اداروں کو ہدایات جاری کر دی گئی ہیں اور اس سلسلے میں اقدامات کئے جا رہے ہیں۔ ذرائع کے مطابق اجلاس میں مختلف امور پر غور کیا گیا اور فیصلہ کیا گیا کہ عوام کی سہولت کیلئے فوری طور پر کام شروع کیا جائے گا۔ پاکستان میں جاری صورتحال کے حوالے سے حکام نے بتایا کہ متعلقہ اداروں کو ہدایات جاری کر دی گئی ہیں اور اس سلسلے میں اقدامات کئے جا رہے ہیں۔ ذرائع کے مطابق اجلاس میں مختلف امور پر غور کیا گیا اور فیصلہ کیا گیا کہ عوام کی سہولت کیلئے فوری طور پر کام شروع کیا جائے گا۔ پاکستان میں جاری صورتحال کے حوالے سے حکام نے بتایا کہ متعلقہ اداروں کو ہدایات جاری کر دی گئی ہیں اور اس سلسلے میں اقدامات کئے جا رہے ہیں۔ ذرائع کے مطابق اجلاس میں مختلف امور پر غور کیا گیا اور فیصلہ کیا گیا کہ عوام کی سہولت کیلئے فوری طور پر کام شروع کیا جائے گا۔: [642, 1838, 766, 2113]
- continuation-header: [2, 915, 126, 928]
- continuation-number: 15: [642, 453, 667, 466]
- continuation-title: اعلان: [539, 915, 610, 928]
- article-paragraph: پاکستان میں جاری صورتحال کے حوالے سے حکام نے بتایا کہ متعلقہ اداروں کو ہدایات جاری کر دی گئی ہیں اور اس سلسلے میں اقدامات کئے جا رہے ہیں۔ ذرائع کے مطابق اجلاس میں مختلف امور پر غور کیا گیا اور فیصلہ کیا گیا کہ عوام کی سہولت کیلئے فوری طور پر کام شروع کیا جائے گا۔ پاکستان میں جاری صورتحال کے حوالے سے حکام نے بتایا کہ متعلقہ اداروں کو ہدایات جاری کر دی گئی ہیں اور اس سلسلے میں اقدامات کئے جا رہے ہیں۔ ذرائع کے مطابق اجلاس میں مختلف امور پر غور کیا گیا اور فیصلہ کیا گیا کہ عوام کی سہولت کیلئے فوری طور پر کام شروع کیا جائے گا۔ پاکستان میں جاری صورتحال کے حوالے سے حکام نے بتایا کہ متعلقہ اداروں کو ہدایات جاری کر دی گئی ہیں اور اس سلسلے میں اقدامات کئے جا رہے ہیں۔ ذرائع کے مطابق اجلاس میں مختلف امور پر غور کیا گیا اور فیصلہ کیا گیا کہ عوام کی سہولت کیلئے فوری طور پر کام شروع کیا جائے گا۔: [386, 238, 510, 449]
- continuation-header: [770, 222, 893, 235]
- article-paragraph: پاکستان میں جاری صورتحال کے حوالے سے حکام نے بتایا کہ متعلقہ اداروں کو ہدایات جاری کر دی گئی ہیں اور اس سلسلے میں اقدامات کئے جا رہے ہیں۔ ذرائع کے مطابق اجلاس میں مختلف امور پر غور کیا گیا اور فیصلہ کیا گیا کہ عوام کی سہولت کیلئے فوری طور پر کام شروع کیا جائے گا۔ پاکستان میں جاری صورتحال کے حوالے سے حکام نے بتایا کہ متعلقہ اداروں کو ہدایات جاری کر دی گئی ہیں اور اس سلسلے میں اقدامات کئے جا رہے ہیں۔ ذرائع کے مطابق اجلاس میں مختلف امور پر غور کیا گیا اور فیصلہ کیا گیا کہ عوام کی سہولت کیلئے فوری طور پر کام شروع کیا جائے گا۔ پاکستان میں جاری صورتحال کے حوالے سے حکام نے بتایا کہ متعلقہ اداروں کو ہدایات جاری کر دی گئی ہیں اور اس سلسلے میں اقدامات کئے جا رہے ہیں۔ ذرائع کے مطابق اجلاس میں مختلف امور پر غور کیا گیا اور فیصلہ کیا گیا کہ عوام کی سہولت کیلئے فوری طور پر کام شروع کیا جائے گا۔ پاکستان میں جاری صورتحال کے حوالے سے حکام نے بتایا کہ متعلقہ اداروں کو ہدایات جاری کر دی گئی ہیں اور اس سلسلے میں اقدامات کئے جا رہے ہیں۔ ذرائع کے مطابق اجلاس میں مختلف امور پر غور کیا گیا اور فیصلہ کیا گیا کہ عوام کی سہولت کیلئے فوری طور پر کام شروع کیا جائے گا۔: [386, 2300, 510, 2575]
- continuation-header: [386, 453, 510, 466]
- continuation-number: 28: [386, 222, 411, 235]
- continuation-header: [770, 1376, 893, 1390]
- article-paragraph: پاکستان میں جاری صورتحال کے حوالے سے حکام نے بتایا کہ متعلقہ اداروں کو ہدایات جاری کر دی گئی ہیں اور اس سلسلے میں اقدامات کئے جا رہے ہیں۔ ذرائع کے مطابق اجلاس میں مختلف امور پر غور کیا گیا اور فیصلہ کیا گیا کہ عوام کی سہولت کیلئے فوری طور پر کام شروع کیا جائے گا۔ پاکستان میں جاری صورتحال کے حوالے سے حکام نے بتایا کہ متعلقہ اداروں کو ہدایات جاری کر دی گئی ہیں اور اس سلسلے میں اقدامات کئے جا رہے ہیں۔ ذرائع کے مطابق اجلاس میں مختلف امور پر غور کیا گیا اور فیصلہ کیا گیا کہ عوام کی سہولت کیلئے فوری طور پر کام شروع کیا جائے گا۔ پاکستان میں جاری صورتحال کے حوالے سے حکام نے بتایا کہ متعلقہ اداروں کو ہدایات جاری کر دی گئی ہیں اور اس سلسلے میں اقدامات کئے جا رہے ہیں۔ ذرائع کے مطابق اجلاس میں مختلف امور پر غور کیا گیا اور فیصلہ کیا گیا کہ عوام کی سہولت کیلئے فوری طور پر کام شروع کیا جائے گا۔: [770, 1162, 893, 1373]
- article-paragraph: پاکستان میں جاری صورتحال کے حوالے سے حکام نے بتایا کہ متعلقہ اداروں کو ہدایات جاری کر دی گئی ہیں اور اس سلسلے میں اقدامات کئے جا رہے ہیں۔ ذرائع کے مطابق اجلاس میں مختلف امور پر غور کیا گیا اور فیصلہ کیا گیا کہ عوام کی سہولت کیلئے فوری طور پر کام شروع کیا جائے گا۔ پاکستان میں جاری صورتحال کے حوالے سے حکام نے بتایا کہ متعلقہ اداروں کو ہدایات جاری کر دی گئی ہیں اور اس سلسلے میں اقدامات کئے جا رہے ہیں۔ ذرائع کے مطابق اجلاس میں مختلف امور پر غور کیا گیا اور فیصلہ کیا گیا کہ عوام کی سہولت کیلئے فوری طور پر کام شروع کیا جائے گا۔ پاکستان میں جاری صورتحال کے حوالے سے حکام نے بتایا کہ متعلقہ اداروں کو ہدایات جاری کر دی گئی ہیں اور اس سلسلے میں اقدامات کئے جا رہے ہیں۔ ذرائع کے مطابق اجلاس میں مختلف امور پر غور کیا گیا اور فیصلہ کیا گیا کہ عوام کی سہولت کیلئے فوری طور پر کام شروع کیا جائے گا۔: [897, 663, 1021, 873]
- continuation-number: 52: [2, 684, 27, 697]
- article-paragraph: پاکستان میں جاری صورتحال کے حوالے سے حکام نے بتایا کہ متعلقہ اداروں کو ہدایات جاری کر دی گئی ہیں اور اس سلسلے میں اقدامات کئے جا رہے ہیں۔ ذرائع کے مطابق اجلاس میں مختلف امور پر غور کیا گیا اور فیصلہ کیا گیا کہ عوام کی سہولت کیلئے فوری طور پر کام شروع کیا جائے گا۔ پاکستان میں جاری صورتحال کے حوالے سے حکام نے بتایا کہ متعلقہ اداروں کو ہدایات جاری کر دی گئی ہیں اور اس سلسلے میں اقدامات کئے جا رہے ہیں۔ ذرائع کے مطابق اجلاس میں مختلف امور پر غور کیا گیا اور فیصلہ کیا گیا کہ عوام کی سہولت کیلئے فوری طور پر کام شروع کیا جائے گا۔ پاکستان میں جاری صورتحال کے حوالے سے حکام نے بتایا کہ متعلقہ اداروں کو ہدایات جاری کر دی گئی ہیں اور اس سلسلے میں اقدامات کئے جا رہے ہیں۔ ذرائع کے مطابق اجلاس میں مختلف امور پر غور کیا گیا اور فیصلہ کیا گیا کہ عوام کی سہولت کیلئے فوری طور پر کام شروع کیا جائے گا۔: [130, 469, 254, 680]
- continuation-header: [514, 222, 637, 235]
- continuation-header: [259, 915, 382, 928]
- helpline-line: 0544-9270377: [130, 807, 178, 815]
- article-paragraph: پاکستان میں جاری صورتحال کے حوالے سے حکام نے بتایا کہ متعلقہ اداروں کو ہدایات جاری کر دی گئی ہیں اور اس سلسلے میں اقدامات کئے جا رہے ہیں۔ ذرائع کے مطابق اجلاس میں مختلف امور پر غور کیا گیا اور فیصلہ کیا گیا کہ عوام کی سہولت کیلئے فوری طور پر کام شروع کیا جائے گا۔ پاکستان میں جاری صورتحال کے حوالے سے حکام نے بتایا کہ متعلقہ اداروں کو ہدایات جاری کر دی گئی ہیں اور اس سلسلے میں اقدامات کئے جا رہے ہیں۔ ذرائع کے مطابق اجلاس میں مختلف امور پر غور کیا گیا اور فیصلہ کیا گیا کہ عوام کی سہولت کیلئے فوری طور پر کام شروع کیا جائے گا۔ پاکستان میں جاری صورتحال کے حوالے سے حکام نے بتایا کہ متعلقہ اداروں کو ہدایات جاری کر دی گئی ہیں اور اس سلسلے میں اقدامات کئے جا رہے ہیں۔ ذرائع کے مطابق اجلاس میں مختلف امور پر غور کیا گیا اور فیصلہ کیا گیا کہ عوام کی سہولت کیلئے فوری طور پر کام شروع کیا جائے گا۔: [386, 1855, 510, 2065]
- continuation-title: ارسال: [284, 915, 354, 928]
- continuation-number: 49: [130, 1512, 155, 1525]
- continuation-badge: بقیہ: [866, 915, 893, 928]
- article-paragraph: پاکستان میں جاری صورتحال کے حوالے سے حکام نے بتایا کہ متعلقہ اداروں کو ہدایات جاری کر دی گئی ہیں اور اس سلسلے میں اقدامات کئے جا رہے ہیں۔ ذرائع کے مطابق اجلاس میں مختلف امور پر غور کیا گیا اور فیصلہ کیا گیا کہ عوام کی سہولت کیلئے فوری طور پر کام شروع کیا جائے گا۔ پاکستان میں جاری صورتحال کے حوالے سے حکام نے بتایا کہ متعلقہ اداروں کو ہدایات جاری کر دی گئی ہیں اور اس سلسلے میں اقدامات کئے جا رہے ہیں۔ ذرائع کے مطابق اجلاس میں مختلف امور پر غور کیا گیا اور فیصلہ کیا گیا کہ عوام کی سہولت کیلئے فوری طور پر کام شروع کیا جائے گا۔ پاکستان میں جاری صورتحال کے حوالے سے حکام نے بتایا کہ متعلقہ اداروں کو ہدایات جاری کر دی گئی ہیں اور اس سلسلے میں اقدامات کئے جا رہے ہیں۔ ذرائع کے مطابق اجلاس میں مختلف امور پر غور کیا گیا اور فیصلہ کیا گیا کہ عوام کی سہولت کیلئے فوری طور پر کام شروع کیا جائے گا۔: [258, 1624, 382, 1834]
- article-paragraph: پاکستان میں جاری صورتحال کے حوالے سے حکام نے بتایا کہ متعلقہ اداروں کو ہدایات جاری کر دی گئی ہیں اور اس سلسلے میں اقدامات کئے جا رہے ہیں۔ ذرائع کے مطابق اجلاس میں مختلف امور پر غور کیا گیا اور فیصلہ کیا گیا کہ عوام کی سہولت کیلئے فوری طور پر کام شروع کیا جائے گا۔ پاکستان میں جاری صورتحال کے حوالے سے حکام نے بتایا کہ متعلقہ اداروں کو ہدایات جاری کر دی گئی ہیں اور اس سلسلے میں اقدامات کئے جا رہے ہیں۔ ذرائع کے مطابق اجلاس میں مختلف امور پر غور کیا گیا اور فیصلہ کیا گیا کہ عوام کی سہولت کیلئے فوری طور پر کام شروع کیا جائے گا۔ پاکستان میں جاری صورتحال کے حوالے سے حکام نے بتایا کہ متعلقہ اداروں کو ہدایات جاری کر دی گئی ہیں اور اس سلسلے میں اقدامات کئے جا رہے ہیں۔ ذرائع کے مطابق اجلاس میں مختلف امور پر غور کیا گیا اور فیصلہ کیا گیا کہ عوام کی سہولت کیلئے فوری طور پر کام شروع کیا جائے گا۔ پاکستان میں جاری صورتحال کے حوالے سے حکام نے بتایا کہ متعلقہ اداروں کو ہدایات جاری کر دی گئی ہیں اور اس سلسلے میں اقدامات کئے جا رہے ہیں۔ ذرائع کے مطابق اجلاس میں مختلف امور پر غور کیا گیا اور فیصلہ کیا گیا کہ عوام کی سہولت کیلئے فوری طور پر کام شروع کیا جائے گا۔: [258, 1838, 382, 2113]
- continuation-number: 35: [386, 1838, 411, 1852]
- continuation-badge: بقیہ: [98, 915, 126, 928]
- continuation-header: [130, 1050, 253, 1063]
- continuation-header: [130, 1512, 253, 1525]
- continuation-title: مشاورت: [155, 1281, 226, 1294]
- article-paragraph: پاکستان میں جاری صورتحال کے حوالے سے حکام نے بتایا کہ متعلقہ اداروں کو ہدایات جاری کر دی گئی ہیں اور اس سلسلے میں اقدامات کئے جا رہے ہیں۔ ذرائع کے مطابق اجلاس میں مختلف امور پر غور کیا گیا اور فیصلہ کیا گیا کہ عوام کی سہولت کیلئے فوری طور پر کام شروع کیا جائے گا۔ پاکستان میں جاری صورتحال کے حوالے سے حکام نے بتایا کہ متعلقہ اداروں کو ہدایات جاری کر دی گئی ہیں اور اس سلسلے میں اقدامات کئے جا رہے ہیں۔ ذرائع کے مطابق اجلاس میں مختلف امور پر غور کیا گیا اور فیصلہ کیا گیا کہ عوام کی سہولت کیلئے فوری طور پر کام شروع کیا جائے گا۔ پاکستان میں جاری صورتحال کے حوالے سے حکام نے بتایا کہ متعلقہ اداروں کو ہدایات جاری کر دی گئی ہیں اور اس سلسلے میں اقدامات کئے جا رہے ہیں۔ ذرائع کے مطابق اجلاس میں مختلف امور پر غور کیا گیا اور فیصلہ کیا گیا کہ عوام کی سہولت کیلئے فوری طور پر کام شروع کیا جائے گا۔ پاکستان میں جاری صورتحال کے حوالے سے حکام نے بتایا کہ متعلقہ اداروں کو ہدایات جاری کر دی گئی ہیں اور اس سلسلے میں اقدامات کئے جا رہے ہیں۔ ذرائع کے مطابق اجلاس میں مختلف امور پر غور کیا گیا اور فیصلہ کیا گیا کہ عوام کی سہولت کیلئے فوری طور پر کام شروع کیا جائے گا۔: [2, 1607, 126, 1882]
- continuation-badge: بقیہ: [98, 453, 126, 466]
- continuation-number: 38: [259, 453, 284, 466]
- continuation-header: [642, 1146, 765, 1159]
- continuation-number: 34: [386, 1607, 411, 1621]
- continuation-title: سیاسی جماعتیں: [284, 1146, 354, 1159]
- continuation-number: 6: [770, 222, 795, 235]
- continuation-header: [259, 1376, 382, 1390]
- article-paragraph: پاکستان میں جاری صورتحال کے حوالے سے حکام نے بتایا کہ متعلقہ اداروں کو ہدایات جاری کر دی گئی ہیں اور اس سلسلے میں اقدامات کئے جا رہے ہیں۔ ذرائع کے مطابق اجلاس میں مختلف امور پر غور کیا گیا اور فیصلہ کیا گیا کہ عوام کی سہولت کیلئے فوری طور پر کام شروع کیا جائے گا۔ پاکستان میں جاری صورتحال کے حوالے سے حکام نے بتایا کہ متعلقہ اداروں کو ہدایات جاری کر دی گئی ہیں اور اس سلسلے میں اقدامات کئے جا رہے ہیں۔ ذرائع کے مطابق اجلاس میں مختلف امور پر غور کیا گیا اور فیصلہ کیا گیا کہ عوام کی سہولت کیلئے فوری طور پر کام شروع کیا جائے گا۔: [642, 81, 766, 218]
- continuation-number: 4: [898, 1108, 923, 1121]
- continuation-header: [386, 2069, 510, 2083]
- continuation-title: تعلیمی بورڈ: [411, 1146, 482, 1159]
- helpline-line: Rawalpindi-Cantt E-Kachery: [130, 728, 222, 736]
- article-paragraph: پاکستان میں جاری صورتحال کے حوالے سے حکام نے بتایا کہ متعلقہ اداروں کو ہدایات جاری کر دی گئی ہیں اور اس سلسلے میں اقدامات کئے جا رہے ہیں۔ ذرائع کے مطابق اجلاس میں مختلف امور پر غور کیا گیا اور فیصلہ کیا گیا کہ عوام کی سہولت کیلئے فوری طور پر کام شروع کیا جائے گا۔ پاکستان میں جاری صورتحال کے حوالے سے حکام نے بتایا کہ متعلقہ اداروں کو ہدایات جاری کر دی گئی ہیں اور اس سلسلے میں اقدامات کئے جا رہے ہیں۔ ذرائع کے مطابق اجلاس میں مختلف امور پر غور کیا گیا اور فیصلہ کیا گیا کہ عوام کی سہولت کیلئے فوری طور پر کام شروع کیا جائے گا۔ پاکستان میں جاری صورتحال کے حوالے سے حکام نے بتایا کہ متعلقہ اداروں کو ہدایات جاری کر دی گئی ہیں اور اس سلسلے میں اقدامات کئے جا رہے ہیں۔ ذرائع کے مطابق اجلاس میں مختلف امور پر غور کیا گیا اور فیصلہ کیا گیا کہ عوام کی سہولت کیلئے فوری طور پر کام شروع کیا جائے گا۔ پاکستان میں جاری صورتحال کے حوالے سے حکام نے بتایا کہ متعلقہ اداروں کو ہدایات جاری کر دی گئی ہیں اور اس سلسلے میں اقدامات کئے جا رہے ہیں۔ ذرائع کے مطابق اجلاس میں مختلف امور پر غور کیا گیا اور فیصلہ کیا گیا کہ عوام کی سہولت کیلئے فوری طور پر کام شروع کیا جائے گا۔: [897, 1570, 1021, 1845]
- continuation-badge: بقیہ: [226, 1050, 254, 1063]
- continuation-badge: بقیہ: [226, 453, 254, 466]
- continuation-title: حکومت کا اعلان: [27, 1376, 98, 1390]
- article-paragraph: پاکستان میں جاری صورتحال کے حوالے سے حکام نے بتایا کہ متعلقہ اداروں کو ہدایات جاری کر دی گئی ہیں اور اس سلسلے میں اقدامات کئے جا رہے ہیں۔ ذرائع کے مطابق اجلاس میں مختلف امور پر غور کیا گیا اور فیصلہ کیا گیا کہ عوام کی سہولت کیلئے فوری طور پر کام شروع کیا جائے گا۔ پاکستان میں جاری صورتحال کے حوالے سے حکام نے بتایا کہ متعلقہ اداروں کو ہدایات جاری کر دی گئی ہیں اور اس سلسلے میں اقدامات کئے جا رہے ہیں۔ ذرائع کے مطابق اجلاس میں مختلف امور پر غور کیا گیا اور فیصلہ کیا گیا کہ عوام کی سہولت کیلئے فوری طور پر کام شروع کیا جائے گا۔ پاکستان میں جاری صورتحال کے حوالے سے حکام نے بتایا کہ متعلقہ اداروں کو ہدایات جاری کر دی گئی ہیں اور اس سلسلے میں اقدامات کئے جا رہے ہیں۔ ذرائع کے مطابق اجلاس میں مختلف امور پر غور کیا گیا اور فیصلہ کیا گیا کہ عوام کی سہولت کیلئے فوری طور پر کام شروع کیا جائے گا۔: [514, 1162, 638, 1373]
- continuation-title: اعلان: [411, 1607, 482, 1621]
- continuation-badge: بقیہ: [98, 222, 126, 235]
- continuation-title: عمران صدیقی: [667, 453, 737, 466]
- continuation-number: 8: [770, 684, 795, 697]
- notice-title: بعدالت جناب تحصیلدار: [912, 225, 1007, 235]
- continuation-number: 45: [130, 453, 155, 466]
- continuation-header: [514, 1376, 637, 1390]
- continuation-header: [259, 1146, 382, 1159]
- continuation-header: [2, 684, 126, 697]
- continuation-title: اسحاق ڈار: [411, 684, 482, 697]
- column-5: [384, 80, 512, 2575]
- continuation-badge: بقیہ: [98, 1146, 126, 1159]
- notice-line: اندراج وراثت انتقال: [928, 247, 991, 256]
- article-paragraph: پاکستان میں جاری صورتحال کے حوالے سے حکام نے بتایا کہ متعلقہ اداروں کو ہدایات جاری کر دی گئی ہیں اور اس سلسلے میں اقدامات کئے جا رہے ہیں۔ ذرائع کے مطابق اجلاس میں مختلف امور پر غور کیا گیا اور فیصلہ کیا گیا کہ عوام کی سہولت کیلئے فوری طور پر کام شروع کیا جائے گا۔ پاکستان میں جاری صورتحال کے حوالے سے حکام نے بتایا کہ متعلقہ اداروں کو ہدایات جاری کر دی گئی ہیں اور اس سلسلے میں اقدامات کئے جا رہے ہیں۔ ذرائع کے مطابق اجلاس میں مختلف امور پر غور کیا گیا اور فیصلہ کیا گیا کہ عوام کی سہولت کیلئے فوری طور پر کام شروع کیا جائے گا۔ پاکستان میں جاری صورتحال کے حوالے سے حکام نے بتایا کہ متعلقہ اداروں کو ہدایات جاری کر دی گئی ہیں اور اس سلسلے میں اقدامات کئے جا رہے ہیں۔ ذرائع کے مطابق اجلاس میں مختلف امور پر غور کیا گیا اور فیصلہ کیا گیا کہ عوام کی سہولت کیلئے فوری طور پر کام شروع کیا جائے گا۔ پاکستان میں جاری صورتحال کے حوالے سے حکام نے بتایا کہ متعلقہ اداروں کو ہدایات جاری کر دی گئی ہیں اور اس سلسلے میں اقدامات کئے جا رہے ہیں۔ ذرائع کے مطابق اجلاس میں مختلف امور پر غور کیا گیا اور فیصلہ کیا گیا کہ عوام کی سہولت کیلئے فوری طور پر کام شروع کیا جائے گا۔: [770, 2069, 893, 2344]
- continuation-title: فیصلہ: [795, 1376, 866, 1390]
- column-6: [256, 80, 384, 2113]
- continuation-title: کے پی کے بارش: [795, 222, 866, 235]
- continuation-badge: بقیہ: [866, 1838, 893, 1852]
- continuation-number: 29: [386, 453, 411, 466]
- continuation-badge: بقیہ: [866, 1607, 893, 1621]
- continuation-badge: بقیہ: [482, 1607, 510, 1621]
- article-paragraph: پاکستان میں جاری صورتحال کے حوالے سے حکام نے بتایا کہ متعلقہ اداروں کو ہدایات جاری کر دی گئی ہیں اور اس سلسلے میں اقدامات کئے جا رہے ہیں۔ ذرائع کے مطابق اجلاس میں مختلف امور پر غور کیا گیا اور فیصلہ کیا گیا کہ عوام کی سہولت کیلئے فوری طور پر کام شروع کیا جائے گا۔ پاکستان میں جاری صورتحال کے حوالے سے حکام نے بتایا کہ متعلقہ اداروں کو ہدایات جاری کر دی گئی ہیں اور اس سلسلے میں اقدامات کئے جا رہے ہیں۔ ذرائع کے مطابق اجلاس میں مختلف امور پر غور کیا گیا اور فیصلہ کیا گیا کہ عوام کی سہولت کیلئے فوری طور پر کام شروع کیا جائے گا۔ پاکستان میں جاری صورتحال کے حوالے سے حکام نے بتایا کہ متعلقہ اداروں کو ہدایات جاری کر دی گئی ہیں اور اس سلسلے میں اقدامات کئے جا رہے ہیں۔ ذرائع کے مطابق اجلاس میں مختلف امور پر غور کیا گیا اور فیصلہ کیا گیا کہ عوام کی سہولت کیلئے فوری طور پر کام شروع کیا جائے گا۔: [642, 238, 766, 449]
- page-number: (3): [516, 2, 530, 14]
- continuation-header: [130, 222, 253, 235]
- continuation-number: 36: [386, 2069, 411, 2083]
- continuation-header: [514, 1146, 637, 1159]
- continuation-title: لاہور: [923, 1108, 993, 1121]
- continuation-badge: بقیہ: [738, 1607, 766, 1621]
- helpline-line: 051-9260194: [130, 695, 174, 703]
- continuation-badge: بقیہ: [610, 684, 637, 697]
- article-paragraph: پاکستان میں جاری صورتحال کے حوالے سے حکام نے بتایا کہ متعلقہ اداروں کو ہدایات جاری کر دی گئی ہیں اور اس سلسلے میں اقدامات کئے جا رہے ہیں۔ ذرائع کے مطابق اجلاس میں مختلف امور پر غور کیا گیا اور فیصلہ کیا گیا کہ عوام کی سہولت کیلئے فوری طور پر کام شروع کیا جائے گا۔ پاکستان میں جاری صورتحال کے حوالے سے حکام نے بتایا کہ متعلقہ اداروں کو ہدایات جاری کر دی گئی ہیں اور اس سلسلے میں اقدامات کئے جا رہے ہیں۔ ذرائع کے مطابق اجلاس میں مختلف امور پر غور کیا گیا اور فیصلہ کیا گیا کہ عوام کی سہولت کیلئے فوری طور پر کام شروع کیا جائے گا۔ پاکستان میں جاری صورتحال کے حوالے سے حکام نے بتایا کہ متعلقہ اداروں کو ہدایات جاری کر دی گئی ہیں اور اس سلسلے میں اقدامات کئے جا رہے ہیں۔ ذرائع کے مطابق اجلاس میں مختلف امور پر غور کیا گیا اور فیصلہ کیا گیا کہ عوام کی سہولت کیلئے فوری طور پر کام شروع کیا جائے گا۔: [130, 238, 254, 449]
- article-paragraph: پاکستان میں جاری صورتحال کے حوالے سے حکام نے بتایا کہ متعلقہ اداروں کو ہدایات جاری کر دی گئی ہیں اور اس سلسلے میں اقدامات کئے جا رہے ہیں۔ ذرائع کے مطابق اجلاس میں مختلف امور پر غور کیا گیا اور فیصلہ کیا گیا کہ عوام کی سہولت کیلئے فوری طور پر کام شروع کیا جائے گا۔ پاکستان میں جاری صورتحال کے حوالے سے حکام نے بتایا کہ متعلقہ اداروں کو ہدایات جاری کر دی گئی ہیں اور اس سلسلے میں اقدامات کئے جا رہے ہیں۔ ذرائع کے مطابق اجلاس میں مختلف امور پر غور کیا گیا اور فیصلہ کیا گیا کہ عوام کی سہولت کیلئے فوری طور پر کام شروع کیا جائے گا۔ پاکستان میں جاری صورتحال کے حوالے سے حکام نے بتایا کہ متعلقہ اداروں کو ہدایات جاری کر دی گئی ہیں اور اس سلسلے میں اقدامات کئے جا رہے ہیں۔ ذرائع کے مطابق اجلاس میں مختلف امور پر غور کیا گیا اور فیصلہ کیا گیا کہ عوام کی سہولت کیلئے فوری طور پر کام شروع کیا جائے گا۔: [514, 700, 638, 911]
- continuation-header: [2, 1376, 126, 1390]
- continuation-title: خیبرپختونخوا: [539, 1607, 610, 1621]
- continuation-number: 33: [386, 1376, 411, 1390]
- continuation-header: [386, 684, 510, 697]
- continuation-number: 47: [130, 1050, 155, 1063]
- continuation-badge: بقیہ: [226, 1281, 254, 1294]
- article-paragraph: پاکستان میں جاری صورتحال کے حوالے سے حکام نے بتایا کہ متعلقہ اداروں کو ہدایات جاری کر دی گئی ہیں اور اس سلسلے میں اقدامات کئے جا رہے ہیں۔ ذرائع کے مطابق اجلاس میں مختلف امور پر غور کیا گیا اور فیصلہ کیا گیا کہ عوام کی سہولت کیلئے فوری طور پر کام شروع کیا جائے گا۔ پاکستان میں جاری صورتحال کے حوالے سے حکام نے بتایا کہ متعلقہ اداروں کو ہدایات جاری کر دی گئی ہیں اور اس سلسلے میں اقدامات کئے جا رہے ہیں۔ ذرائع کے مطابق اجلاس میں مختلف امور پر غور کیا گیا اور فیصلہ کیا گیا کہ عوام کی سہولت کیلئے فوری طور پر کام شروع کیا جائے گا۔ پاکستان میں جاری صورتحال کے حوالے سے حکام نے بتایا کہ متعلقہ اداروں کو ہدایات جاری کر دی گئی ہیں اور اس سلسلے میں اقدامات کئے جا رہے ہیں۔ ذرائع کے مطابق اجلاس میں مختلف امور پر غور کیا گیا اور فیصلہ کیا گیا کہ عوام کی سہولت کیلئے فوری طور پر کام شروع کیا جائے گا۔: [642, 469, 766, 680]
- continuation-number: 19: [642, 1376, 667, 1390]
- article-paragraph: پاکستان میں جاری صورتحال کے حوالے سے حکام نے بتایا کہ متعلقہ اداروں کو ہدایات جاری کر دی گئی ہیں اور اس سلسلے میں اقدامات کئے جا رہے ہیں۔ ذرائع کے مطابق اجلاس میں مختلف امور پر غور کیا گیا اور فیصلہ کیا گیا کہ عوام کی سہولت کیلئے فوری طور پر کام شروع کیا جائے گا۔ پاکستان میں جاری صورتحال کے حوالے سے حکام نے بتایا کہ متعلقہ اداروں کو ہدایات جاری کر دی گئی ہیں اور اس سلسلے میں اقدامات کئے جا رہے ہیں۔ ذرائع کے مطابق اجلاس میں مختلف امور پر غور کیا گیا اور فیصلہ کیا گیا کہ عوام کی سہولت کیلئے فوری طور پر کام شروع کیا جائے گا۔ پاکستان میں جاری صورتحال کے حوالے سے حکام نے بتایا کہ متعلقہ اداروں کو ہدایات جاری کر دی گئی ہیں اور اس سلسلے میں اقدامات کئے جا رہے ہیں۔ ذرائع کے مطابق اجلاس میں مختلف امور پر غور کیا گیا اور فیصلہ کیا گیا کہ عوام کی سہولت کیلئے فوری طور پر کام شروع کیا جائے گا۔: [258, 700, 382, 911]
- continuation-number: 30: [386, 684, 411, 697]
- continuation-number: 48: [130, 1281, 155, 1294]
- article-paragraph: پاکستان میں جاری صورتحال کے حوالے سے حکام نے بتایا کہ متعلقہ اداروں کو ہدایات جاری کر دی گئی ہیں اور اس سلسلے میں اقدامات کئے جا رہے ہیں۔ ذرائع کے مطابق اجلاس میں مختلف امور پر غور کیا گیا اور فیصلہ کیا گیا کہ عوام کی سہولت کیلئے فوری طور پر کام شروع کیا جائے گا۔ پاکستان میں جاری صورتحال کے حوالے سے حکام نے بتایا کہ متعلقہ اداروں کو ہدایات جاری کر دی گئی ہیں اور اس سلسلے میں اقدامات کئے جا رہے ہیں۔ ذرائع کے مطابق اجلاس میں مختلف امور پر غور کیا گیا اور فیصلہ کیا گیا کہ عوام کی سہولت کیلئے فوری طور پر کام شروع کیا جائے گا۔ پاکستان میں جاری صورتحال کے حوالے سے حکام نے بتایا کہ متعلقہ اداروں کو ہدایات جاری کر دی گئی ہیں اور اس سلسلے میں اقدامات کئے جا رہے ہیں۔ ذرائع کے مطابق اجلاس میں مختلف امور پر غور کیا گیا اور فیصلہ کیا گیا کہ عوام کی سہولت کیلئے فوری طور پر کام شروع کیا جائے گا۔: [897, 1355, 1021, 1566]
- continuation-title: حکومتی اقدامات: [27, 915, 98, 928]
- continuation-number: 9: [770, 915, 795, 928]
- continuation-number: 20: [642, 1607, 667, 1621]
- article-paragraph: پاکستان میں جاری صورتحال کے حوالے سے حکام نے بتایا کہ متعلقہ اداروں کو ہدایات جاری کر دی گئی ہیں اور اس سلسلے میں اقدامات کئے جا رہے ہیں۔ ذرائع کے مطابق اجلاس میں مختلف امور پر غور کیا گیا اور فیصلہ کیا گیا کہ عوام کی سہولت کیلئے فوری طور پر کام شروع کیا جائے گا۔ پاکستان میں جاری صورتحال کے حوالے سے حکام نے بتایا کہ متعلقہ اداروں کو ہدایات جاری کر دی گئی ہیں اور اس سلسلے میں اقدامات کئے جا رہے ہیں۔ ذرائع کے مطابق اجلاس میں مختلف امور پر غور کیا گیا اور فیصلہ کیا گیا کہ عوام کی سہولت کیلئے فوری طور پر کام شروع کیا جائے گا۔ پاکستان میں جاری صورتحال کے حوالے سے حکام نے بتایا کہ متعلقہ اداروں کو ہدایات جاری کر دی گئی ہیں اور اس سلسلے میں اقدامات کئے جا رہے ہیں۔ ذرائع کے مطابق اجلاس میں مختلف امور پر غور کیا گیا اور فیصلہ کیا گیا کہ عوام کی سہولت کیلئے فوری طور پر کام شروع کیا جائے گا۔ پاکستان میں جاری صورتحال کے حوالے سے حکام نے بتایا کہ متعلقہ اداروں کو ہدایات جاری کر دی گئی ہیں اور اس سلسلے میں اقدامات کئے جا رہے ہیں۔ ذرائع کے مطابق اجلاس میں مختلف امور پر غور کیا گیا اور فیصلہ کیا گیا کہ عوام کی سہولت کیلئے فوری طور پر کام شروع کیا جائے گا۔: [130, 1743, 254, 2018]
- continuation-title: چیئرمین سینیٹ: [284, 453, 354, 466]
- notice-line: نائب تحصیلدار صاحب: [924, 236, 995, 245]
- continuation-badge: بقیہ: [866, 453, 893, 466]
- continuation-title: وزارت داخلہ: [795, 915, 866, 928]
- article-paragraph: پاکستان میں جاری صورتحال کے حوالے سے حکام نے بتایا کہ متعلقہ اداروں کو ہدایات جاری کر دی گئی ہیں اور اس سلسلے میں اقدامات کئے جا رہے ہیں۔ ذرائع کے مطابق اجلاس میں مختلف امور پر غور کیا گیا اور فیصلہ کیا گیا کہ عوام کی سہولت کیلئے فوری طور پر کام شروع کیا جائے گا۔ پاکستان میں جاری صورتحال کے حوالے سے حکام نے بتایا کہ متعلقہ اداروں کو ہدایات جاری کر دی گئی ہیں اور اس سلسلے میں اقدامات کئے جا رہے ہیں۔ ذرائع کے مطابق اجلاس میں مختلف امور پر غور کیا گیا اور فیصلہ کیا گیا کہ عوام کی سہولت کیلئے فوری طور پر کام شروع کیا جائے گا۔: [897, 274, 1021, 411]
- continuation-badge: بقیہ: [738, 915, 766, 928]
- continuation-number: 3: [898, 877, 923, 890]
- article-paragraph: پاکستان میں جاری صورتحال کے حوالے سے حکام نے بتایا کہ متعلقہ اداروں کو ہدایات جاری کر دی گئی ہیں اور اس سلسلے میں اقدامات کئے جا رہے ہیں۔ ذرائع کے مطابق اجلاس میں مختلف امور پر غور کیا گیا اور فیصلہ کیا گیا کہ عوام کی سہولت کیلئے فوری طور پر کام شروع کیا جائے گا۔ پاکستان میں جاری صورتحال کے حوالے سے حکام نے بتایا کہ متعلقہ اداروں کو ہدایات جاری کر دی گئی ہیں اور اس سلسلے میں اقدامات کئے جا رہے ہیں۔ ذرائع کے مطابق اجلاس میں مختلف امور پر غور کیا گیا اور فیصلہ کیا گیا کہ عوام کی سہولت کیلئے فوری طور پر کام شروع کیا جائے گا۔ پاکستان میں جاری صورتحال کے حوالے سے حکام نے بتایا کہ متعلقہ اداروں کو ہدایات جاری کر دی گئی ہیں اور اس سلسلے میں اقدامات کئے جا رہے ہیں۔ ذرائع کے مطابق اجلاس میں مختلف امور پر غور کیا گیا اور فیصلہ کیا گیا کہ عوام کی سہولت کیلئے فوری طور پر کام شروع کیا جائے گا۔: [258, 931, 382, 1142]
- continuation-badge: بقیہ: [354, 915, 382, 928]
- continuation-number: 41: [259, 1146, 284, 1159]
- continuation-title: وزیر تعلیم: [795, 684, 866, 697]
- article-paragraph: پاکستان میں جاری صورتحال کے حوالے سے حکام نے بتایا کہ متعلقہ اداروں کو ہدایات جاری کر دی گئی ہیں اور اس سلسلے میں اقدامات کئے جا رہے ہیں۔ ذرائع کے مطابق اجلاس میں مختلف امور پر غور کیا گیا اور فیصلہ کیا گیا کہ عوام کی سہولت کیلئے فوری طور پر کام شروع کیا جائے گا۔ پاکستان میں جاری صورتحال کے حوالے سے حکام نے بتایا کہ متعلقہ اداروں کو ہدایات جاری کر دی گئی ہیں اور اس سلسلے میں اقدامات کئے جا رہے ہیں۔ ذرائع کے مطابق اجلاس میں مختلف امور پر غور کیا گیا اور فیصلہ کیا گیا کہ عوام کی سہولت کیلئے فوری طور پر کام شروع کیا جائے گا۔ پاکستان میں جاری صورتحال کے حوالے سے حکام نے بتایا کہ متعلقہ اداروں کو ہدایات جاری کر دی گئی ہیں اور اس سلسلے میں اقدامات کئے جا رہے ہیں۔ ذرائع کے مطابق اجلاس میں مختلف امور پر غور کیا گیا اور فیصلہ کیا گیا کہ عوام کی سہولت کیلئے فوری طور پر کام شروع کیا جائے گا۔: [514, 469, 638, 680]
- continuation-header: [898, 646, 1021, 659]
- continuation-badge: بقیہ: [226, 222, 254, 235]
- continuation-number: 18: [642, 1146, 667, 1159]
- article-columns: [0, 80, 1023, 2575]
- page-title: بقیہ جات: [388, 22, 1014, 74]
- continuation-title: تحقیقاتی: [539, 1146, 610, 1159]
- continuation-number: 51: [2, 453, 27, 466]
- continuation-number: 12: [770, 1607, 795, 1621]
- page-masthead: [0, 21, 1023, 78]
- continuation-badge: بقیہ: [866, 1146, 893, 1159]
- continuation-badge: بقیہ: [738, 684, 766, 697]
